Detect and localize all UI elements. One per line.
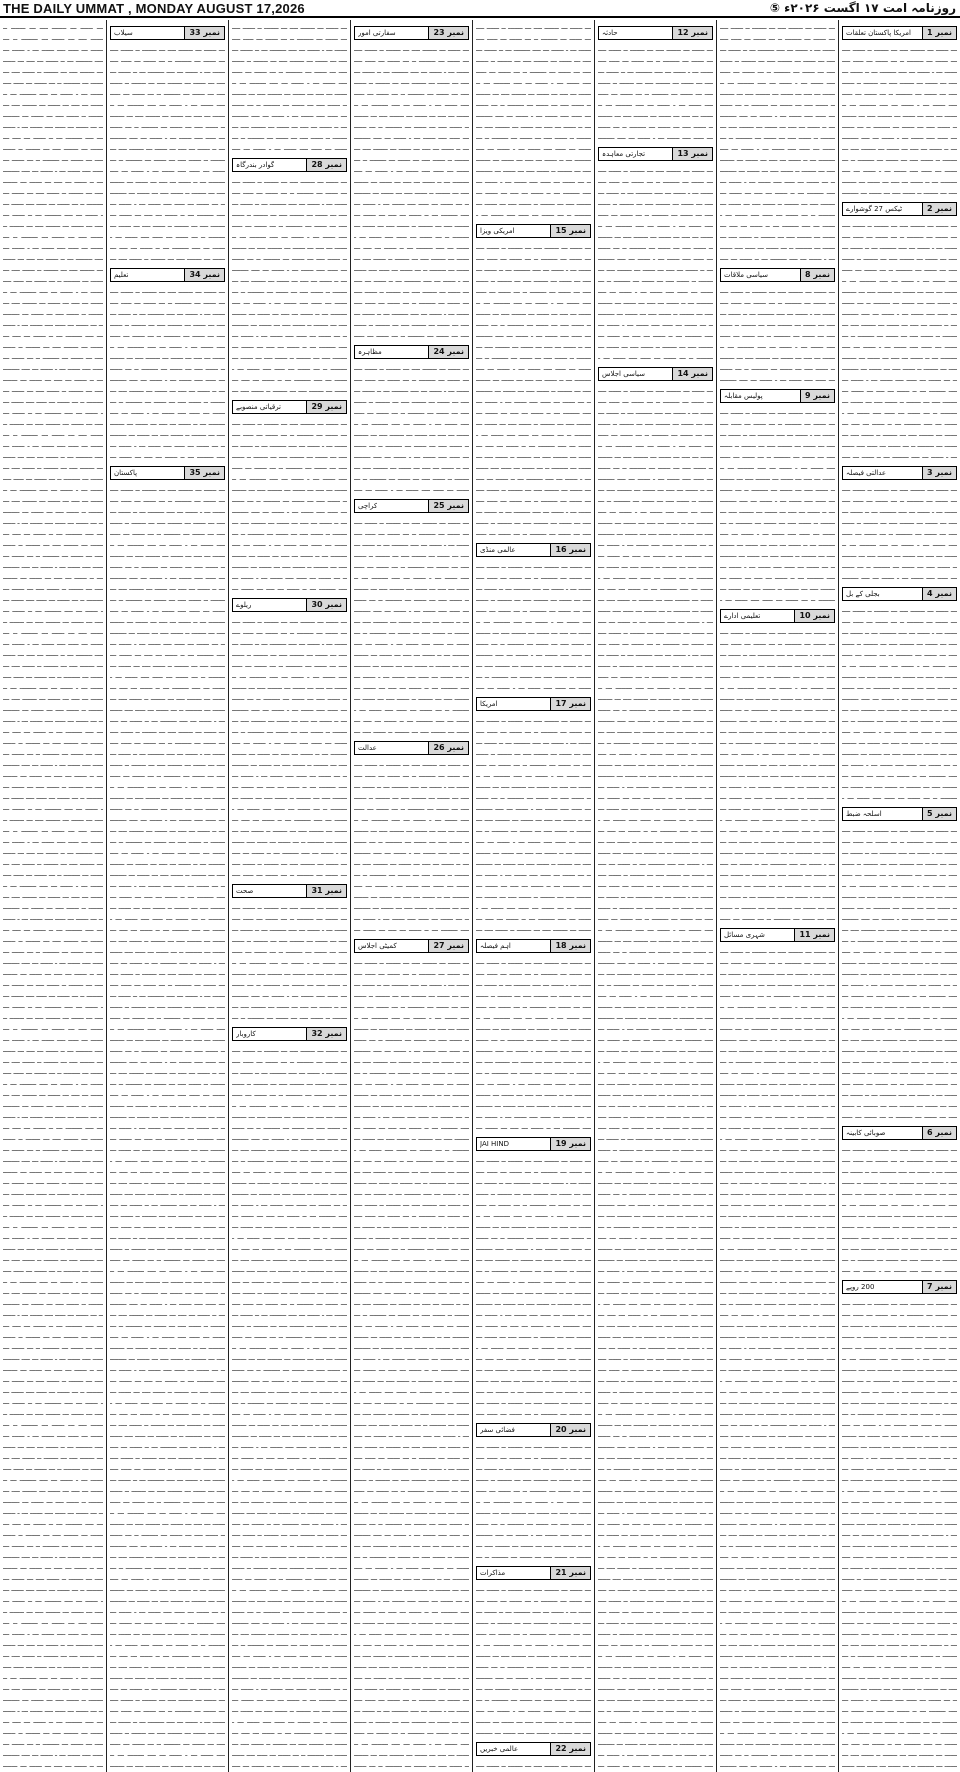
item-header xyxy=(476,1566,591,1580)
item-header xyxy=(354,741,469,755)
item-title: تعلیم xyxy=(114,271,129,279)
item-title: ریلوے xyxy=(236,601,252,609)
item-header xyxy=(232,1027,347,1041)
item-number: نمبر 9 xyxy=(800,390,834,402)
item-number: نمبر 28 xyxy=(306,159,346,171)
body-text-block: ـــ ــــــ ـــ ـــــــ ــــ ـــ ـــــــ ــ ــــــ ــــ ـــ ــــــ ـــ ــــــــ ــ ـــ ــــــ ـــ ـــــ ــــ ــــــ ـــ ـ ــــــ ـــ ــــ ــــــــ ـــ ــ ــــــ ـــ ــــ ـــ ــــــ ـــ ـــــــ ــــ ـــ ـــــــ ــ ــــــ ــــ ـــ ــــــ ـــ ــــــــ ــ ـــ ــــــ ـــ ـــــ ــــ ــــــ ـــ ـ ــــــ ـــ ــــ ــــــــ ـــ ــ ــــــ ـــ ــــ ـــ ــــــ ـــ ـــــــ ــــ ـــ ـــــــ ــ ــــــ ــــ ـــ ــــــ ـــ ــــــــ ــ ـــ ــــــ ـــ ـــــ ــــ ــــــ ـــ ـ ــــــ ـــ ــــ ــــــــ ـــ ــ ــــــ ـــ ــــ ـــ ــــــ ـــ ـــــــ ــــ ـــ ـــــــ ــ ــــــ ــــ ـــ ــــــ ـــ ــــــــ ــ ـــ ــــــ ـــ ـــــ ــــ ــــــ ـــ ـ ــــــ ـــ ــــ ــــــــ ـــ ــ ــــــ ـــ ــــ ـــ ــــــ ـــ ـــــــ ــــ ـــ ـــــــ ــ ــــــ ــــ ـــ ــــــ ـــ ــــــــ ــ ـــ ــــــ ـــ ـــــ ــــ ــــــ ـــ ـ ــــــ ـــ ــــ ــــــــ ـــ ــ ــــــ ـــ ــــ ـــ ــــــ ـــ ـــــــ ــــ ـــ ـــــــ ــ ــــــ ــــ ـــ ــــــ ـــ ــــــــ ــ ـــ ــــــ ـــ ـــــ ــــ ــــــ ـــ ـ ــــــ ـــ ــــ ــــــــ ـــ ــ ــــــ ـــ ــــ ـــ ــــــ ـــ ـــــــ ــــ ـــ ـــــــ ــ ــــــ ــــ ـــ xyxy=(110,45,225,262)
body-text-block: ـــ ــــــ ـــ ـــــــ ــــ ـــ ـــــــ ــ ــــــ ــــ ـــ ــــــ ـــ ــــــــ ــ ـــ ــــــ ـــ ـــــ ــــ ــــــ ـــ ـ ــــــ ـــ ــــ ــــــــ ـــ ــ ــــــ ـــ ــــ ـــ ــــــ ـــ ـــــــ ــــ ـــ ـــــــ ــ ــــــ ــــ ـــ ــــــ ـــ ــــــــ ــ ـــ ــــــ ـــ ـــــ ــــ ــــــ ـــ ـ ــــــ ـــ ــــ ــــــــ ـــ ــ ــــــ ـــ ــــ ـــ ــــــ ـــ ـــــــ ــــ ـــ ـــــــ ــ ــــــ ــــ ـــ ــــــ ـــ ــــــــ ــ ـــ ــــــ ـــ ـــــ ــــ ــــــ ـــ ـ ــــــ ـــ ــــ ــــــــ ـــ ــ ــــــ ـــ ــــ ـــ ــــــ ـــ ـــــــ ــــ ـــ ـــــــ ــ ــــــ ــــ ـــ ــــــ ـــ ــــــــ ــ ـــ ــــــ ـــ ـــــ ــــ ــــــ ـــ ـ ــــــ ـــ ــــ ــــــــ ـــ ــ ــــــ ـــ ــــ ـــ ــــــ ـــ ـــــــ ــــ ـــ ـــــــ ــ ــــــ ــــ ـــ ــــــ ـــ ــــــــ ــ ـــ ــــــ ـــ ـــــ ــــ ــــــ ـــ ـ ــــــ ـــ ــــ ــــــــ ـــ ــ ــــــ ـــ ــــ ـــ ــــــ ـــ ـــــــ ــــ ـــ ـــــــ ــ ــــــ ــــ ـــ ــــــ ـــ ــــــــ ــ ـــ ــــــ ـــ ـــــ ــــ ــــــ ـــ ـ ــــــ ـــ ــــ ــــــــ ـــ ــ ــــــ ـــ ــــ ـــ ــــــ ـــ ـــــــ ــــ ـــ ـــــــ ــ ــــــ ــــ ـــ ــــــ ـــ ــــــــ ــ ـــ ــــــ ـــ ـــــ ــــ ــــــ ـــ ـ ــــــ ـــ ــــ ــــــــ ـــ ــ ــــــ ـــ ــــ ـــ ــــــ ـــ ـــــــ ــــ ـــ ـــــــ ــ ــــــ ــــ ـــ ــــــ ـــ ــــــــ ــ ـــ ــــــ ـــ ـــــ ــــ ــــــ ـــ ـ ــــــ ـــ ــــ ــــــــ ـــ ــ ــــــ ـــ ــــ ـــ ــــــ ـــ ـــــــ ــــ ـــ ـــــــ ــ ــــــ ــــ ـــ ــــــ ـــ ــــــــ ــ ـــ ــــــ ـــ ـــــ xyxy=(842,826,957,1120)
body-text-block: ـــ ــــــ ـــ ـــــــ ــــ ـــ ـــــــ ــ ــــــ ــــ ـــ ــــــ ـــ ــــــــ ــ ـــ ــــــ ـــ ـــــ ــــ ــــــ ـــ ـ ــــــ ـــ ــــ ــــــــ ـــ ــ ــــــ ـــ ــــ ـــ ــــــ ـــ ـــــــ ــــ ـــ ـــــــ ــ ــــــ ــــ ـــ ــــــ ـــ ــــــــ ــ ـــ ــــــ ـــ ـــــ ــــ ــــــ ـــ ـ ــــــ ـــ ــــ ــــــــ ـــ ــ ــــــ ـــ ــــ ـــ ــــــ ـــ ـــــــ ــــ ـــ ـــــــ ــ ــــــ ــــ ـــ ــــــ ـــ ــــــــ ــ ـــ ــــــ ـــ ـــــ ــــ ــــــ ـــ ـ ــــــ ـــ ــــ ــــــــ xyxy=(720,287,835,383)
item-title: شہری مسائل xyxy=(724,931,765,939)
item-title: کاروبار xyxy=(236,1030,256,1038)
item-title: سیاسی ملاقات xyxy=(724,271,769,279)
item-header xyxy=(232,884,347,898)
masthead xyxy=(0,0,960,18)
item-header xyxy=(842,807,957,821)
body-text-block: ـــ ــــــ ـــ ـــــــ ــــ ـــ ـــــــ ــ ــــــ ــــ ـــ ــــــ ـــ ــــــــ ــ ـــ ــــــ ـــ ـــــ ــــ ــــــ ـــ ـ ــــــ ـــ ــــ ــــــــ ـــ ــ ــــــ ـــ ــــ ـــ ــــــ ـــ ـــــــ ــــ ـــ ـــــــ ــ ــــــ ــــ ـــ ــــــ ـــ ــــــــ ــ ـــ ــــــ ـــ ـــــ ــــ ــــــ ـــ ـ ــــــ ـــ ــــ ــــــــ ـــ ــ ــــــ ـــ ــــ ـــ ــــــ ـــ ـــــــ ــــ ـــ ـــــــ ــ ــــــ ــــ ـــ ــــــ ـــ ــــــــ ــ ـــ ــــــ ـــ ـــــ ــــ ــــــ ـــ ـ ــــــ ـــ ــــ ــــــــ ـــ ــ ــــــ ـــ ــــ ـــ ــــــ ـــ ـــــــ ــــ ـــ ـــــــ ــ ــــــ ــــ ـــ ــــــ ـــ ــــــــ ــ ـــ ــــــ ـــ ـــــ ــــ ــــــ ـــ ـ ــــــ ـــ ــــ ــــــــ ـــ ــ ــــــ ـــ ــــ ـــ ــــــ ـــ ـــــــ ــــ ـــ ـــــــ ــ ــــــ ــــ ـــ ــــــ ـــ ــــــــ ــ ـــ ــــــ ـــ ـــــ ــــ ــــــ ـــ ـ ــــــ ـــ ــــ ــــــــ ـــ ــ ــــــ ـــ ــــ ـــ ــــــ ـــ ـــــــ ــــ ـــ ـــــــ ــ ــــــ ــــ ـــ ــــــ ـــ ــــــــ ــ ـــ ــــــ ـــ ـــــ ــــ ــــــ ـــ ـ xyxy=(476,23,591,218)
body-text-block: ـــ ــــــ ـــ ـــــــ ــــ ـــ ـــــــ ــ ــــــ ــــ ـــ ــــــ ـــ ــــــــ ــ ـــ ــــــ ـــ ـــــ ــــ ــــــ ـــ ـ ــــــ ـــ ــــ ــــــــ ـــ ــ ــــــ ـــ ــــ ـــ ــــــ ـــ ـــــــ ــــ ـــ ـــــــ ــ ــــــ ــــ ـــ ــــــ ـــ ــــــــ ــ ـــ ــــــ ـــ ـــــ ــــ ــــــ ـــ ـ ــــــ ـــ ــــ ــــــــ ـــ ــ ــــــ ـــ ــــ ـــ ــــــ ـــ ـــــــ ــــ ـــ ـــــــ ــ ــــــ ــــ ـــ ــــــ ـــ ــــــــ ــ ـــ ــــــ ـــ ـــــ ــــ ــــــ ـــ ـ ــــــ ـــ ــــ ــــــــ ـــ ــ ــــــ ـــ ــــ ـــ ــــــ ـــ ـــــــ ــــ ـــ ـــــــ ــ ــــــ ــــ ـــ ــــــ ـــ ــــــــ ــ ـــ ــــــ ـــ ـــــ ــــ ــــــ ـــ ـ ــــــ ـــ ــــ ــــــــ ـــ ــ ــــــ ـــ ــــ ـــ ــــــ ـــ ـــــــ ــــ ـــ ـــــــ ــ ــــــ ــــ ـــ ــــــ ـــ ــــــــ ــ ـــ ــــــ ـــ ـــــ ــــ ــــــ ـــ ـ ــــــ ـــ ــــ ــــــــ ـــ ــ ــــــ ـــ ــــ ـــ ــــــ ـــ ـــــــ ــــ ـــ ـــــــ ــ ــــــ ــــ ـــ ــــــ ـــ ــــــــ ــ ـــ ــــــ ـــ ـــــ ــــ ــــــ ـــ ـ ــــــ ـــ ــــ ــــــــ ـــ ــ ــــــ ـــ ــــ ـــ ــــــ ـــ ـــــــ ــــ ـــ ـــــــ ــ ــــــ ــــ ـــ ــــــ ـــ ــــــــ ــ ـــ ــــــ ـــ ـــــ ــــ ــــــ ـــ ـ ــــــ ـــ ــــ ــــــــ ـــ ــ ــــــ ـــ ــــ ـــ ــــــ ـــ ـــــــ ــــ ـــ ـــــــ ــ ــــــ ــــ ـــ ــــــ ـــ ــــــــ ــ ـــ ــــــ ـــ ـــــ ــــ ــــــ ـــ ـ ــــــ ـــ ــــ ــــــــ ـــ ــ ــــــ ـــ ــــ ـــ ــــــ ـــ ـــــــ ــــ ـــ ـــــــ ــ ــــــ ــــ ـــ ــــــ ـــ ــــــــ ــ ـــ ــــــ ـــ ـــــ ــــ ــــــ ـــ ـ ــــــ ـــ ــــ ــــــــ ـــ ــ ــــــ ـــ ــــ ـــ ــــــ ـــ ـــــــ ــــ ـــ ـــــــ ــ ــــــ ــــ ـــ ــــــ ـــ ــــــــ ــ ـــ ــــــ ـــ ـــــ ــــ ــــــ ـــ ـ ــــــ ـــ ــــ ــــــــ ـــ ــ ــــــ ـــ ــــ ـــ ــــــ ـــ ـــــــ ــــ ـــ ـــــــ ــ ــــــ ــــ ـــ ــــــ ـــ ــــــــ ــ ـــ ــــــ ـــ ـــــ ــــ ــــــ ـــ ـ ــــــ ـــ ــــ ــــــــ ـــ ــ ــــــ ـــ ــــ ـــ ــــــ ـــ ـــــــ ــــ ـــ ـــــــ ــ ــــــ ــــ ـــ ــــــ ـــ ــــــــ ــ ـــ ــــــ ـــ ـــــ ــــ ــــــ ـــ ـ ــــــ ـــ ــــ ــــــــ ـــ ــ ــــــ ـــ ــــ ـــ ــــــ ـــ ـــــــ ــــ ـــ ـــــــ ــ ــــــ ــــ ـــ ــــــ ـــ ــــــــ ــ ـــ ــــــ ـــ ـــــ ــــ ــــــ ـــ ـ ــــــ ـــ ــــ ــــــــ ـــ ــ ــــــ ـــ ــــ ـــ ــــــ ـــ ـــــــ ــــ ـــ ـــــــ ــ ــــــ ــــ ـــ ــــــ ـــ ــــــــ ــ ـــ ــــــ ـــ ـــــ ــــ ــــــ ـــ ـ ــــــ ـــ ــــ ــــــــ ـــ ــ ــــــ ـــ ــــ ـــ ــــــ ـــ ـــــــ ــــ ـــ ـــــــ ــ ــــــ ــــ ـــ ــــــ ـــ ــــــــ ــ ـــ ــــــ ـــ ـــــ ــــ ــــــ ـــ ـ ــــــ ـــ ــــ ــــــــ ـــ ــ ــــــ ـــ ــــ ـــ ــــــ ـــ ـــــــ ــــ ـــ ـــــــ ــ ــــــ ــــ ـــ ــــــ ـــ ــــــــ ــ ـــ ــــــ ـــ ـــــ ــــ ــــــ ـــ ـ ــــــ ـــ ــــ ــــــــ ـــ ــ ــــــ ـــ ــــ ـــ ــــــ ـــ ـــــــ ــــ ـــ ـــــــ ــ ــــــ ــــ ـــ ــــــ ـــ ــــــــ ــ ـــ ــــــ ـــ ـــــ ــــ ــــــ ـــ ـ ــــــ ـــ ــــ ــــــــ ـــ ــ ــــــ ـــ ــــ ـــ ــــــ ـــ ـــــــ ــــ ـــ ـــــــ ــ ــــــ ــــ ـــ ــــــ ـــ ــــــــ ــ ـــ ــــــ ـــ ـــــ ــــ ــــــ ـــ ـ ــــــ ـــ ــــ ــــــــ ـــ ــ ــــــ ـــ ــــ ـــ ــــــ ـــ ـــــــ ــــ ـــ ـــــــ ــ ــــــ ــــ ـــ ــــــ ـــ ــــــــ ــ ـــ ــــــ ـــ ـــــ ــــ ــــــ ـــ ـ ــــــ ـــ ــــ ــــــــ ـــ ــ ــــــ ـــ ــــ ـــ ــــــ ـــ ـــــــ ــــ ـــ ـــــــ ــ ــــــ ــــ ـــ ــــــ ـــ ــــــــ ــ ـــ ــــــ ـــ ـــــ ــــ ــــــ ـــ ـ ــــــ ـــ ــــ ــــــــ ـــ ــ ــــــ ـــ ــــ ـــ ــــــ ـــ ـــــــ ــــ ـــ ـــــــ ــ ــــــ ــــ ـــ ــــــ ـــ ــــــــ ــ ـــ ــــــ ـــ ـــــ ــــ ــــــ ـــ ـ ــــــ ـــ ــــ ــــــــ ـــ ــ ــــــ ـــ ــــ xyxy=(232,1046,347,1769)
item-number: نمبر 5 xyxy=(922,808,956,820)
body-text-block: ـــ ــــــ ـــ ـــــــ ــــ ـــ ـــــــ ــ ــــــ ــــ ـــ ــــــ ـــ ــــــــ ــ ـــ ــــــ ـــ ـــــ ــــ ــــــ ـــ ـ ــــــ ـــ ــــ ــــــــ ـــ ــ ــــــ ـــ ــــ ـــ ــــــ ـــ ـــــــ ــــ ـــ ـــــــ ــ ــــــ ــــ ـــ ــــــ ـــ ــــــــ ــ ـــ ــــــ ـــ ـــــ ــــ ــــــ ـــ ـ ــــــ ـــ ــــ ــــــــ ـــ ــ ــــــ ـــ ــــ ـــ ــــــ ـــ ـــــــ ــــ ـــ ـــــــ ــ ــــــ ــــ ـــ ــــــ ـــ ــــــــ ــ ـــ ــــــ ـــ ـــــ ــــ ــــــ ـــ ـ ــــــ ـــ ــــ ــــــــ ـــ ــ ــــــ ـــ ــــ ـــ ــــــ ـــ ـــــــ ــــ ـــ ـــــــ ــ ــــــ ــــ ـــ ــــــ ـــ ــــــــ ــ ـــ ــــــ ـــ ـــــ ــــ ــــــ ـــ ـ ــــــ ـــ ــــ ــــــــ ـــ ــ ــــــ ـــ ــــ ـــ ــــــ ـــ ـــــــ ــــ ـــ ـــــــ ــ ــــــ ــــ ـــ ــــــ ـــ ــــــــ ــ ـــ ــــــ ـــ ـــــ ــــ ــــــ ـــ ـ ــــــ ـــ ــــ ــــــــ ـــ ــ ــــــ ـــ ــــ ـــ ــــــ ـــ ـــــــ ــــ ـــ ـــــــ ــ ــــــ ــــ ـــ ــــــ ـــ ــــــــ ــ ـــ ــــــ ـــ ـــــ ــــ ــــــ ـــ ـ ــــــ ـــ ــــ ــــــــ ـــ ــ ــــــ ـــ ــــ ـــ ــــــ ـــ ـــــــ ــــ ـــ ـــــــ ــ ــــــ ــــ ـــ ــــــ ـــ ــــــــ ــ ـــ ــــــ ـــ ـــــ ــــ ــــــ ـــ ـ ــــــ ـــ ــــ ــــــــ ـــ ــ ــــــ ـــ ــــ xyxy=(842,221,957,460)
item-number: نمبر 22 xyxy=(550,1743,590,1755)
item-header xyxy=(598,147,713,161)
item-title: عدالتی فیصلہ xyxy=(846,469,887,477)
item-header xyxy=(842,1126,957,1140)
body-text-block: ـــ ــــــ ـــ ـــــــ ــــ ـــ ـــــــ ــ ــــــ ــــ ـــ ــــــ ـــ ــــــــ ــ ـــ ــــــ ـــ ـــــ ــــ ــــــ ـــ ـ ــــــ ـــ ــــ ــــــــ ـــ ــ ــــــ ـــ ــــ ـــ ــــــ ـــ ـــــــ ــــ ـــ ـــــــ ــ ــــــ ــــ ـــ ــــــ ـــ ــــــــ ــ ـــ ــــــ ـــ ـــــ ــــ ــــــ ـــ ـ ــــــ ـــ ــــ ــــــــ ـــ ــ ــــــ ـــ ــــ ـــ ــــــ ـــ ـــــــ ــــ ـــ ـــــــ ــ ــــــ ــــ ـــ ــــــ ـــ ــــــــ ــ ـــ ــــــ ـــ ـــــ ــــ ــــــ ـــ ـ ــــــ ـــ ــــ ــــــــ ـــ ــ ــــــ ـــ ــــ ـــ ــــــ ـــ ـــــــ ــــ ـــ ـــــــ ــ ــــــ ــــ ـــ ــــــ ـــ ــــــــ ــ ـــ ــــــ ـــ ـــــ ــــ ــــــ ـــ ـ ــــــ ـــ ــــ ــــــــ ـــ ــ ــــــ ـــ ــــ ـــ ــــــ ـــ ـــــــ ــــ ـــ ـــــــ ــ ــــــ ــــ ـــ ــــــ ـــ ــــــــ ــ ـــ ــــــ ـــ ـــــ ــــ ــــــ ـــ ـ ــــــ ـــ ــــ ــــــــ ـــ ــ ــــــ ـــ ــــ ـــ ــــــ ـــ xyxy=(354,760,469,933)
body-text-block: ـــ ــــــ ـــ ـــــــ ــــ ـــ ـــــــ ــ ــــــ ــــ ـــ ــــــ ـــ ــــــــ ــ ـــ ــــــ ـــ ـــــ ــــ ــــــ ـــ ـ ــــــ ـــ ــــ ــــــــ ـــ ــ ــــــ ـــ ــــ ـــ ــــــ ـــ ـــــــ ــــ ـــ ـــــــ ــ ــــــ ــــ ـــ ــــــ ـــ ــــــــ ــ ـــ ــــــ ـــ ـــــ ــــ ــــــ ـــ ـ ــــــ ـــ ــــ ــــــــ ـــ ــ ــــــ ـــ ــــ ـــ ــــــ ـــ ـــــــ ــــ ـــ ـــــــ ــ ــــــ ــــ ـــ ــــــ ـــ ــــــــ ــ ـــ ــــــ ـــ ـــــ ــــ ــــــ ـــ ـ ــــــ ـــ ــــ ــــــــ ـــ ــ ــــــ ـــ ــــ ـــ ــــــ ـــ ـــــــ ــــ ـــ ـــــــ ــ ــــــ ــــ ـــ ــــــ ـــ ــــــــ ــ ـــ ــــــ ـــ ـــــ ــــ ــــــ ـــ ـ ــــــ ـــ ــــ ــــــــ ـــ ــ ــــــ ـــ ــــ ـــ ــــــ ـــ ـــــــ ــــ ـــ ـــــــ ــ ــــــ ــــ ـــ ــــــ ـــ ــــــــ ــ ـــ ــــــ ـــ ـــــ ــــ ــــــ ـــ ـ ــــــ ـــ ــــ ــــــــ ـــ ــ ــــــ ـــ ــــ ـــ ــــــ ـــ ـــــــ ــــ ـــ ـــــــ ــ ــــــ ــــ ـــ ــــــ ـــ ــــــــ ــ ـــ ــــــ ـــ ـــــ ــــ ــــــ ـــ ـ ــــــ ـــ ــــ ــــــــ ـــ ــ ــــــ ـــ ــــ ـــ ــــــ ـــ ـــــــ ــــ ـــ ـــــــ ــ ــــــ ــــ ـــ ــــــ ـــ ــــــــ ــ ـــ ــــــ ـــ ـــــ ــــ ــــــ ـــ ـ ــــــ ـــ ــــ ــــــــ ـــ ــ ــــــ ـــ ــــ ـــ ــــــ ـــ ـــــــ ــــ ـــ ـــــــ ــ ــــــ ــــ ـــ ــــــ ـــ ــــــــ ــ ـــ ــــــ ـــ ـــــ ــــ ــــــ ـــ ـ ــــــ ـــ ــــ ــــــــ ـــ ــ ــــــ ـــ ــــ ـــ ــــــ ـــ ـــــــ ــــ ـــ ـــــــ ــ ــــــ ــــ ـــ ــــــ ـــ ــــــــ ــ ـــ ــــــ ـــ ـــــ ــــ ــــــ ـــ ـ ــــــ ـــ ــــ ــــــــ ـــ ــ ــــــ ـــ ــــ ـــ ــــــ ـــ ـــــــ ــــ ـــ ـــــــ ــ ــــــ ــــ ـــ ــــــ ـــ ــــــــ ــ ـــ ــــــ ـــ ـــــ ــــ ــــــ ـــ ـ ــــــ ـــ ــــ ــــــــ ـــ ــ ــــــ ـــ ــــ ـــ ــــــ ـــ ـــــــ ــــ ـــ ـــــــ ــ ــــــ ــــ ـــ ــــــ ـــ ــــــــ ــ ـــ ــــــ ـــ ـــــ ــــ ــــــ ـــ ـ ــــــ ـــ ــــ ــــــــ ـــ ــ ــــــ ـــ ــــ ـــ ــــــ ـــ ـــــــ ــــ ـــ ـــــــ ــ ــــــ ــــ ـــ ــــــ ـــ ــــــــ ــ ـــ ــــــ ـــ ـــــ ــــ ــــــ ـــ ـ ــــــ ـــ ــــ ــــــــ ـــ ــ ــــــ ـــ ــــ ـــ ــــــ ـــ ـــــــ ــــ ـــ ـــــــ ــ ــــــ ــــ ـــ ــــــ ـــ ــــــــ ــ ـــ ــــــ ـــ ـــــ ــــ ــــــ ـــ ـ ــــــ ـــ ــــ ــــــــ ـــ ــ ــــــ ـــ ــــ ـــ ــــــ ـــ ـــــــ ــــ ـــ ـــــــ ــ ــــــ ــــ ـــ ــــــ ـــ ــــــــ ــ ـــ ــــــ ـــ ـــــ ــــ ــــــ ـــ ـ ــــــ ـــ ــــ ــــــــ ـــ ــ ــــــ ـــ ــــ ـــ ــــــ ـــ ـــــــ ــــ ـــ ـــــــ ــ ــــــ ــــ ـــ ــــــ ـــ ــــــــ ــ ـــ ــــــ ـــ ـــــ ــــ ــــــ ـــ ـ ــــــ ـــ ــــ ــــــــ ـــ ــ ــــــ ـــ ــــ ـــ ــــــ ـــ ـــــــ ــــ ـــ ـــــــ ــ ــــــ ــــ ـــ ــــــ ـــ ــــــــ ــ ـــ ــــــ ـــ ـــــ ــــ ــــــ ـــ ـ ــــــ ـــ ــــ ــــــــ ـــ ــ ــــــ ـــ ــــ ـــ ــــــ ـــ ـــــــ ــــ ـــ ـــــــ ــ ــــــ ــــ ـــ ــــــ ـــ ــــــــ ــ ـــ ــــــ ـــ ـــــ ــــ ــــــ ـــ ـ ــــــ ـــ ــــ ــــــــ ـــ ــ ــــــ ـــ ــــ ـــ ــــــ ـــ ـــــــ ــــ ـــ ـــــــ ــ ــــــ ــــ ـــ ــــــ ـــ ــــــــ ــ ـــ ــــــ ـــ ـــــ ــــ ــــــ ـــ ـ ــــــ ـــ ــــ ــــــــ ـــ ــ ــــــ ـــ ــــ ـــ ــــــ ـــ ـــــــ ــــ ـــ ـــــــ ــ ــــــ ــــ ـــ ــــــ ـــ ــــــــ ــ ـــ ــــــ ـــ ـــــ ــــ ــــــ ـــ ـ ــــــ ـــ ــــ ــــــــ ـــ ــ ــــــ ـــ ــــ ـــ ــــــ ـــ ـــــــ ــــ ـــ ـــــــ ــ ــــــ ــــ ـــ ــــــ ـــ ــــــــ ــ ـــ ــــــ ـــ ـــــ ــــ ــــــ ـــ ـ ــــــ ـــ ــــ ــــــــ ـــ ــ ــــــ ـــ ــــ ـــ ــــــ ـــ ـــــــ ــــ ـــ ـــــــ ــ ــــــ ــــ ـــ ــــــ ـــ ــــــــ ــ ـــ ــــــ ـــ ـــــ ــــ ــــــ ـــ ـ ــــــ ـــ ــــ ــــــــ ـــ ــ ــــــ ـــ ــــ ـــ ــــــ ـــ ـــــــ ــــ ـــ ـــــــ ــ ــــــ ــــ ـــ ــــــ ـــ ــــــــ ــ ـــ ــــــ ـــ ـــــ ــــ ــــــ ـــ ـ ــــــ ـــ ــــ ــــــــ ـــ ــ ــــــ ـــ ــــ ـــ ــــــ ـــ ـــــــ ــــ ـــ ـــــــ ــ ــــــ ــــ ـــ ــــــ ـــ ــــــــ ــ ـــ ــــــ ـــ ـــــ ــــ ــــــ ـــ ـ ــــــ ـــ ــــ ــــــــ ـــ ــ ــــــ ـــ ــــ ـــ ــــــ ـــ ـــــــ ــــ ـــ ـــــــ ــ ــــــ ــــ ـــ ــــــ ـــ ــــــــ ــ ـــ ــــــ ـــ ـــــ ــــ ــــــ ـــ ـ ــــــ ـــ ــــ ــــــــ ـــ ــ ــــــ ـــ ــــ ـــ ــــــ ـــ ـــــــ ــــ ـــ ـــــــ ــ ــــــ ــــ ـــ ــــــ ـــ ــــــــ ــ ـــ ــــــ ـــ ـــــ ــــ ــــــ ـــ ـ ــــــ ـــ ــــ ــــــــ ـــ ــ ــــــ ـــ ــــ ـــ ــــــ ـــ ـــــــ ــــ ـــ ـــــــ ــ ــــــ ــــ ـــ ــــــ ـــ ــــــــ ــ ـــ ــــــ ـــ ـــــ ــــ ــــــ ـــ ـ ــــــ ـــ ــــ ــــــــ ـــ ــ ــــــ ـــ ــــ ـــ ــــــ ـــ ـــــــ ــــ ـــ ـــــــ ــ ــــــ ــــ ـــ ــــــ ـــ ــــــــ ــ ـــ ــــــ ـــ ـــــ ــــ ــــــ ـــ ـ ــــــ ـــ ــــ ــــــــ ـــ ــ ــــــ ـــ ــــ ـــ ــــــ ـــ ـــــــ ــــ ـــ ـــــــ ــ ــــــ ــــ ـــ ــــــ ـــ ــــــــ ــ ـــ ــــــ ـــ ـــــ ــــ ــــــ ـــ ـ ــــــ ـــ ــــ ــــــــ ـــ ــ ــــــ ـــ ــــ ـــ ــــــ ـــ ـــــــ ــــ ـــ ـــــــ ــ ــــــ ــــ ـــ ــــــ ـــ ــــــــ ــ ـــ ــــــ ـــ ـــــ ــــ ــــــ ـــ ـ ــــــ ـــ ــــ ــــــــ ـــ ــ ــــــ ـــ ــــ ـــ ــــــ ـــ ـــــــ ــــ ـــ ـــــــ ــ ــــــ ــــ ـــ ــــــ ـــ ــــــــ ــ ـــ ــــــ ـــ ـــــ ــــ ــــــ ـــ ـ ــــــ ـــ ــــ ــــــــ ـــ ــ ــــــ ـــ ــــ ـــ ــــــ ـــ ـــــــ ــــ ـــ ـــــــ ــ ــــــ ــــ ـــ ــــــ ـــ ــــــــ ــ ـــ ــــــ ـــ ـــــ ــــ ــــــ ـــ ـ ــــــ ـــ ــــ ــــــــ ـــ ــ ــــــ ـــ ــــ ـــ ــــــ ـــ ـــــــ ــــ ـــ ـــــــ ــ ــــــ ــــ ـــ ــــــ ـــ ــــــــ ــ ـــ ــــــ ـــ ـــــ ــــ ــــــ ـــ ـ ــــــ ـــ ــــ ــــــــ ـــ ــ ــــــ ـــ ــــ ـــ ــــــ ـــ ـــــــ ــــ ـــ ـــــــ ــ ــــــ ــــ ـــ ــــــ ـــ ــــــــ ــ ـــ ــــــ ـــ ـــــ ــــ ــــــ ـــ ـ ــــــ ـــ ــــ ــــــــ ـــ ــ ــــــ ـــ ــــ ـــ ــــــ ـــ ـــــــ ــــ ـــ ـــــــ ــ ــــــ ــــ ـــ ــــــ ـــ ــــــــ ــ ـــ ــــــ ـــ ـــــ ــــ ــــــ ـــ ـ ــــــ ـــ ــــ ــــــــ ـــ ــ ــــــ ـــ ــــ ـــ ــــــ ـــ ـــــــ ــــ ـــ ـــــــ ــ ــــــ ــــ ـــ ــــــ ـــ ــــــــ ــ ـــ ــــــ ـــ ـــــ ــــ ــــــ ـــ ـ ــــــ ـــ ــــ ــــــــ ـــ ــ ــــــ ـــ ــــ ـــ ــــــ ـــ ـــــــ ــــ ـــ ـــــــ ــ ــــــ ــــ ـــ ــــــ ـــ ــــــــ ــ ـــ ــــــ ـــ ـــــ ــــ ــــــ ـــ ـ ــــــ ـــ ــــ ــــــــ ـــ ــ ــــــ ـــ ــــ ـــ ــــــ ـــ ـــــــ ــــ ـــ ـــــــ ــ ــــــ ــــ ـــ ــــــ ـــ ــــــــ ــ ـــ ــــــ ـــ ـــــ ــــ ــــــ ـــ ـ ــــــ ـــ ــــ ــــــــ ـــ ــ ــــــ ـــ ــــ ـــ ــــــ ـــ ـــــــ ــــ ـــ ـــــــ xyxy=(110,485,225,1769)
body-text-block: ـــ ــــــ ـــ ـــــــ ــــ ـــ ـــــــ ــ ــــــ ــــ ـــ ــــــ ـــ ــــــــ ــ ـــ ــــــ ـــ ـــــ ــــ ــــــ ـــ ـ ــــــ ـــ ــــ ــــــــ ـــ ــ ــــــ ـــ ــــ ـــ ــــــ ـــ ـــــــ ــــ ـــ ـــــــ ــ ــــــ ــــ ـــ ــــــ ـــ ــــــــ ــ ـــ ــــــ ـــ ـــــ ــــ ــــــ ـــ ـ ــــــ ـــ ــــ ــــــــ ـــ ــ ــــــ ـــ ــــ ـــ ــــــ ـــ ـــــــ ــــ ـــ ـــــــ ــ ــــــ ــــ ـــ ــــــ ـــ ــــــــ ــ ـــ ــــــ ـــ ـــــ ــــ ــــــ ـــ ـ ــــــ ـــ ــــ ــــــــ ـــ ــ ــــــ ـــ ــــ ـــ ــــــ ـــ ـــــــ ــــ ـــ ـــــــ ــ ــــــ ــــ ـــ ــــــ ـــ ــــــــ ــ ـــ ــــــ ـــ ـــــ ــــ ــــــ ـــ ـ ــــــ ـــ ــــ ــــــــ ـــ ــ ــــــ ـــ ــــ ـــ ــــــ ـــ ـــــــ ــــ ـــ ـــــــ ــ ــــــ ــــ ـــ ــــــ ـــ ــــــــ ــ ـــ ــــــ ـــ ـــــ ــــ ــــــ ـــ ـ ــــــ ـــ ــــ ــــــــ ـــ ــ ــــــ ـــ ــــ ـــ ــــــ ـــ ـــــــ ــــ ـــ ـــــــ ــ ــــــ ــــ ـــ ــــــ ـــ ــــــــ ــ ـــ ــــــ ـــ ـــــ ــــ ــــــ ـــ ـ ــــــ ـــ ــــ ــــــــ ـــ ــ ــــــ ـــ ــــ ـــ ــــــ ـــ ـــــــ ــــ ـــ ـــــــ ــ ــــــ ــــ ـــ ــــــ ـــ ــــــــ ــ ـــ ــــــ ـــ ـــــ ــــ ــــــ ـــ ـ ــــــ ـــ ــــ ــــــــ ـــ ــ ــــــ ـــ ــــ ـــ ــــــ ـــ ـــــــ ــــ ـــ ـــــــ ــ ــــــ ــــ ـــ ــــــ ـــ ــــــــ ــ ـــ ــــــ ـــ ـــــ ــــ ــــــ ـــ ـ ــــــ ـــ ــــ ــــــــ ـــ ــ ــــــ ـــ ــــ ـــ ــــــ ـــ ـــــــ ــــ ـــ ـــــــ ــ ــــــ ــــ ـــ ــــــ ـــ ــــــــ ــ ـــ ــــــ ـــ ـــــ ــــ ــــــ ـــ ـ ــــــ ـــ ــــ ــــــــ ـــ ــ ــــــ ـــ ــــ ـــ ــــــ ـــ ـــــــ ــــ ـــ ـــــــ ــ ــــــ ــــ ـــ ــــــ ـــ ــــــــ ــ ـــ ــــــ ـــ ـــــ ــــ ــــــ ـــ ـ ــــــ ـــ ــــ ــــــــ ـــ ــ ــــــ ـــ ــــ ـــ ــــــ ـــ ـــــــ ــــ ـــ ـــــــ ــ ــــــ ــــ ـــ ــــــ ـــ ــــــــ ــ ـــ ــــــ ـــ ـــــ ــــ ــــــ ـــ ـ ــــــ ـــ ــــ ــــــــ ـــ ــ ــــــ ـــ ــــ ـــ ــــــ ـــ ـــــــ ــــ ـــ ـــــــ ــ ــــــ ــــ ـــ ــــــ ـــ ــــــــ ــ ـــ ــــــ ـــ ـــــ ــــ ــــــ ـــ ـ ــــــ ـــ ــــ ــــــــ ـــ ــ ــــــ ـــ ــــ ـــ ــــــ ـــ ـــــــ ــــ ـــ ـــــــ ــ ــــــ ــــ ـــ ــــــ ـــ ــــــــ ــ ـــ ــــــ ـــ ـــــ ــــ ــــــ ـــ ـ ــــــ ـــ ــــ ــــــــ ـــ ــ ــــــ ـــ ــــ ـــ ــــــ ـــ ـــــــ ــــ ـــ ـــــــ ــ ــــــ ــــ ـــ ــــــ ـــ ــــــــ ــ ـــ ــــــ ـــ ـــــ ــــ ــــــ ـــ ـ ــــــ ـــ ــــ ــــــــ ـــ ــ ــــــ ـــ ــــ ـــ ــــــ ـــ ـــــــ ــــ ـــ ـــــــ ــ ــــــ ــــ ـــ ــــــ ـــ ــــــــ ــ ـــ ــــــ ـــ ـــــ ــــ ــــــ ـــ ـ ــــــ ـــ ــــ ــــــــ ـــ ــ ــــــ ـــ ــــ ـــ ــــــ ـــ ـــــــ ــــ ـــ ـــــــ ــ ــــــ ــــ ـــ ــــــ ـــ ــــــــ ــ ـــ ــــــ ـــ ـــــ ــــ ــــــ ـــ ـ ــــــ ـــ ــــ ــــــــ ـــ ــ ــــــ ـــ ــــ ـــ ــــــ ـــ ـــــــ ــــ ـــ ـــــــ ــ ــــــ ــــ ـــ ــــــ ـــ ــــــــ ــ ـــ ــــــ ـــ ـــــ ــــ ــــــ ـــ ـ ــــــ ـــ ــــ ــــــــ ـــ ــ ــــــ ـــ ــــ ـــ ــــــ ـــ ـــــــ ــــ ـــ ـــــــ ــ ــــــ ــــ ـــ ــــــ ـــ ــــــــ ــ ـــ ــــــ ـــ ـــــ ــــ ــــــ ـــ ـ ــــــ ـــ ــــ ــــــــ ـــ ــ ــــــ ـــ ــــ ـــ ــــــ ـــ ـــــــ ــــ ـــ ـــــــ ــ ــــــ ــــ ـــ ــــــ ـــ ــــــــ ــ ـــ ــــــ ـــ ـــــ ــــ ــــــ ـــ ـ ــــــ ـــ ــــ ــــــــ ـــ ــ ــــــ ـــ ــــ ـــ ــــــ ـــ ـــــــ ــــ ـــ ـــــــ ــ ــــــ ــــ ـــ ــــــ ـــ ــــــــ ــ ـــ ــــــ ـــ ـــــ ــــ ــــــ ـــ ـ ــــــ ـــ ــــ ــــــــ ـــ ــ ــــــ ـــ ــــ ـــ ــــــ ـــ ـــــــ ــــ ـــ ـــــــ ــ ــــــ ــــ ـــ ــــــ ـــ ــــــــ ــ ـــ ــــــ ـــ ـــــ ــــ ــــــ ـــ ـ ــــــ ـــ ــــ ــــــــ ـــ ــ ــــــ ـــ ــــ ـــ ــــــ ـــ ـــــــ ــــ ـــ ـــــــ ــ ــــــ ــــ ـــ ــــــ ـــ ــــــــ ــ ـــ ــــــ ـــ ـــــ ــــ ــــــ ـــ ـ ــــــ ـــ ــــ ــــــــ ـــ ــ ــــــ ـــ ــــ ـــ ــــــ ـــ ـــــــ ــــ ـــ ـــــــ ــ ــــــ ــــ ـــ ــــــ ـــ ــــــــ ــ ـــ ــــــ ـــ ـــــ ــــ ــــــ ـــ ـ ــــــ ـــ ــــ ــــــــ ـــ ــ ــــــ ـــ ــــ ـــ ــــــ ـــ ـــــــ ــــ ـــ ـــــــ ــ ــــــ ــــ ـــ ــــــ ـــ ــــــــ ــ ـــ ــــــ xyxy=(354,958,469,1769)
body-text-block: ـــ ــــــ ـــ ـــــــ ــــ ـــ ـــــــ ــ ــــــ ــــ ـــ ــــــ ـــ ــــــــ ــ ـــ ــــــ ـــ ـــــ ــــ ــــــ ـــ ـ ــــــ ـــ ــــ ــــــــ ـــ ــ ــــــ ـــ ــــ ـــ ــــــ ـــ ـــــــ ــــ ـــ ـــــــ ــ ــــــ ــــ ـــ ــــــ ـــ ــــــــ ــ ـــ ــــــ ـــ ـــــ ــــ ــــــ ـــ ـ ــــــ ـــ ــــ ــــــــ ـــ ــ ــــــ ـــ ــــ ـــ ــــــ ـــ ـــــــ ــــ ـــ ـــــــ ــ ــــــ ــــ ـــ ــــــ ـــ ــــــــ ــ ـــ ــــــ ـــ ـــــ ــــ ــــــ ـــ ـ ــــــ ـــ ــــ ــــــــ ـــ ــ ــــــ ـــ ــــ ـــ ــــــ ـــ ـــــــ ــــ ـــ ـــــــ ــ ــــــ ــــ ـــ ــــــ ـــ ــــــــ ــ ـــ ــــــ ـــ ـــــ ــــ ــــــ ـــ ـ ــــــ ـــ ــــ ــــــــ ـــ ــ ــــــ ـــ ــــ ـــ ــــــ ـــ ـــــــ ــــ ـــ ـــــــ ــ ــــــ ــــ ـــ ــــــ ـــ ــــــــ ــ ـــ ــــــ ـــ ـــــ ــــ ــــــ ـــ ـ ــــــ ـــ ــــ ــــــــ ـــ ــ ــــــ ـــ ــــ ـــ ــــــ ـــ ـــــــ ــــ ـــ ـــــــ ــ ــــــ ــــ ـــ ــــــ ـــ ــــــــ ــ ـــ ــــــ ـــ ـــــ ــــ ــــــ ـــ ـ xyxy=(598,166,713,361)
column-4 xyxy=(472,20,594,1772)
item-header xyxy=(354,26,469,40)
item-number: نمبر 18 xyxy=(550,940,590,952)
column-2 xyxy=(716,20,838,1772)
item-title: 200 روپے xyxy=(846,1283,875,1291)
body-text-block: ـــ ــــــ ـــ ـــــــ ــــ ـــ ـــــــ ــ ــــــ ــــ ـــ ــــــ ـــ ــــــــ ــ ـــ ــــــ ـــ ـــــ ــــ ــــــ ـــ ـ ــــــ ـــ ــــ ــــــــ ـــ ــ ــــــ ـــ ــــ ـــ ــــــ ـــ ـــــــ ــــ ـــ ـــــــ ــ ــــــ ــــ ـــ ــــــ ـــ ــــــــ ــ ـــ ــــــ ـــ ـــــ ــــ ــــــ ـــ ـ ــــــ ـــ ــــ ــــــــ ـــ ــ ــــــ ـــ ــــ ـــ ــــــ ـــ ـــــــ ــــ ـــ ـــــــ ــ ــــــ ــــ ـــ ــــــ ـــ ــــــــ ــ ـــ ــــــ ـــ ـــــ ــــ ــــــ ـــ ـ ــــــ ـــ ــــ ــــــــ ـــ ــ ــــــ ـــ ــــ ـــ ــــــ ـــ ـــــــ ــــ ـــ ـــــــ ــ ــــــ ــــ ـــ ــــــ ـــ ــــــــ ــ ـــ ــــــ ـــ ـــــ ــــ ــــــ ـــ ـ ــــــ ـــ ــــ xyxy=(354,364,469,493)
body-text-block: ـــ ــــــ ـــ ـــــــ ــــ ـــ ـــــــ ــ ــــــ ــــ ـــ ــــــ ـــ ــــــــ ــ ـــ ــــــ ـــ ـــــ ــــ ــــــ ـــ ـ ــــــ ـــ ــــ ــــــــ ـــ ــ ــــــ ـــ ــــ ـــ ــــــ ـــ ـــــــ ــــ ـــ ـــــــ ــ ــــــ ــــ ـــ ــــــ ـــ ــــــــ ــ ـــ ــــــ ـــ ـــــ ــــ ــــــ ـــ ـ ــــــ ـــ ــــ ــــــــ ـــ ــ ــــــ ـــ ــــ ـــ ــــــ ـــ ـــــــ ــــ ـــ ـــــــ ــ ــــــ ــــ ـــ ــــــ ـــ ــــــــ ــ ـــ ــــــ ـــ ـــــ ــــ ــــــ ـــ ـ ــــــ ـــ ــــ ــــــــ ـــ ــ ــــــ ـــ ــــ ـــ ــــــ ـــ ـــــــ ــــ ـــ ـــــــ ــ ــــــ ــــ ـــ ــــــ ـــ ــــــــ ــ ـــ ــــــ ـــ ـــــ ــــ ــــــ ـــ ـ ــــــ ـــ ــــ ــــــــ ـــ ــ ــــــ ـــ ــــ ـــ ــــــ ـــ ـــــــ ــــ ـــ ـــــــ ــ ــــــ ــــ ـــ ــــــ ـــ ــــــــ xyxy=(476,1585,591,1736)
body-text-block: ـــ ــــــ ـــ ـــــــ ــــ ـــ ـــــــ ــ ــــــ ــــ ـــ ــــــ ـــ ــــــــ ــ ـــ ــــــ ـــ ـــــ ــــ ــــــ ـــ ـ ــــــ ـــ ــــ ــــــــ ـــ ــ ــــــ ـــ ــــ ـــ ــــــ ـــ ـــــــ ــــ ـــ ـــــــ ــ ــــــ ــــ ـــ ــــــ ـــ ــــــــ ــ ـــ ــــــ ـــ ـــــ ــــ ــــــ ـــ ـ ــــــ ـــ ــــ ــــــــ ـــ ــ ــــــ ـــ ــــ ـــ ــــــ ـــ ـــــــ ــــ ـــ ـــــــ ــ ــــــ ــــ ـــ ــــــ ـــ ــــــــ ــ ـــ ــــــ ـــ ـــــ ــــ ــــــ ـــ ـ ــــــ ـــ ــــ ــــــــ ـــ ــ ــــــ ـــ ــــ ـــ ــــــ ـــ ـــــــ ــــ ـــ ـــــــ ــ ــــــ ــــ ـــ ــــــ ـــ ــــــــ ــ ـــ xyxy=(476,1442,591,1560)
item-header xyxy=(232,598,347,612)
body-text-block: ـــ ــــــ ـــ ـــــــ ــــ ـــ ـــــــ ــ ــــــ ــــ ـــ ــــــ ـــ ــــــــ ــ ـــ ــــــ ـــ ـــــ ــــ ــــــ ـــ ـ ــــــ ـــ ــــ ــــــــ ـــ ــ ــــــ ـــ ــــ ـــ ــــــ ـــ ـــــــ ــــ ـــ ـــــــ ــ ــــــ ــــ ـــ ــــــ ـــ ــــــــ ــ ـــ ــــــ ـــ ـــــ ــــ ــــــ ـــ ـ ــــــ ـــ ــــ ــــــــ ـــ ــ ــــــ ـــ ــــ ـــ ــــــ ـــ ـــــــ ــــ ـــ ـــــــ ــ ــــــ ــــ ـــ ــــــ ـــ ــــــــ ــ ـــ ــــــ ـــ ـــــ ــــ ــــــ ـــ ـ ــــــ ـــ ــــ ــــــــ ـــ ــ ــــــ ـــ ــــ ـــ ــــــ ـــ ـــــــ ــــ ـــ ـــــــ ــ ــــــ ــــ ـــ ــــــ ـــ ــــــــ ــ ـــ ــــــ ـــ ـــــ ــــ ــــــ ـــ ـ ــــــ ـــ ــــ xyxy=(842,1145,957,1274)
body-text-block: ـــ ــــــ ـــ ـــــــ ــــ ـــ ـــــــ ــ ــــــ ــــ ـــ ــــــ ـــ ــــــــ ــ ـــ ــــــ ـــ ـــــ ــــ ــــــ ـــ ـ ــــــ ـــ ــــ ــــــــ ـــ ــ ــــــ ـــ ــــ ـــ ــــــ ـــ ـــــــ ــــ ـــ ـــــــ ــ ــــــ ــــ ـــ ــــــ ـــ ــــــــ ــ ـــ ــــــ ـــ ـــــ ــــ ــــــ ـــ ـ ــــــ ـــ ــــ ــــــــ ـــ ــ ــــــ ـــ ــــ ـــ ــــــ ـــ ـــــــ ــــ ـــ ـــــــ ــ ــــــ ــــ ـــ ــــــ ـــ ــــــــ ــ ـــ ــــــ ـــ ـــــ ــــ ــــــ ـــ ـ ــــــ ـــ ــــ ــــــــ ـــ ــ ــــــ ـــ ــــ ـــ ــــــ ـــ ـــــــ ــــ ـــ ـــــــ ــ ــــــ ــــ ـــ ــــــ ـــ ــــــــ ــ ـــ ــــــ ـــ ـــــ ــــ ــــــ ـــ ـ ــــــ ـــ ــــ ــــــــ ـــ ــ ــــــ ـــ ــــ ـــ ــــــ ـــ ـــــــ ــــ ـــ ـــــــ ــ ــــــ ــــ ـــ ــــــ ـــ ــــــــ ــ ـــ ــــــ ـــ ـــــ ــــ ــــــ ـــ ـ ــــــ ـــ ــــ ــــــــ ـــ ــ ــــــ ـــ ــــ ـــ ــــــ ـــ ـــــــ ــــ ـــ ـــــــ ــ ــــــ ــــ ـــ ــــــ ـــ ــــــــ ــ ـــ ــــــ ـــ ـــــ ــــ ــــــ ـــ ـ ــــــ ـــ ــــ ــــــــ ـــ ــ ــــــ ـــ ــــ ـــ ــــــ ـــ ـــــــ ــــ ـــ ـــــــ ــ ــــــ ــــ ـــ xyxy=(354,518,469,735)
item-header xyxy=(476,939,591,953)
item-number: نمبر 15 xyxy=(550,225,590,237)
item-number: نمبر 2 xyxy=(922,203,956,215)
item-number: نمبر 10 xyxy=(794,610,834,622)
item-title: حادثہ xyxy=(602,29,618,37)
item-header xyxy=(720,609,835,623)
item-title: اہم فیصلہ xyxy=(480,942,511,950)
column-8 xyxy=(0,20,106,1772)
item-title: امریکا پاکستان تعلقات xyxy=(846,29,911,37)
column-1 xyxy=(838,20,960,1772)
item-title: بجلی کے بل xyxy=(846,590,880,598)
item-header xyxy=(842,466,957,480)
item-number: نمبر 16 xyxy=(550,544,590,556)
body-text-block: ـــ ــــــ ـــ ـــــــ ــــ ـــ ـــــــ ــ ــــــ ــــ ـــ ــــــ ـــ ــــــــ ــ ـــ ــــــ ـــ ـــــ ــــ ــــــ ـــ ـ ــــــ ـــ ــــ ــــــــ ـــ ــ ــــــ ـــ ــــ ـــ ــــــ ـــ ـــــــ ــــ ـــ ـــــــ ــ ــــــ ــــ ـــ ــــــ ـــ ــــــــ ــ ـــ ــــــ ـــ ـــــ ــــ ــــــ ـــ ـ ــــــ ـــ ــــ ــــــــ ـــ ــ ــــــ ـــ ــــ ـــ ــــــ ـــ ـــــــ ــــ ـــ ـــــــ ــ ــــــ ــــ ـــ ــــــ ـــ ــــــــ ــ ـــ ــــــ ـــ ـــــ ــــ ــــــ ـــ ـ ــــــ ـــ ــــ ــــــــ ـــ ــ ــــــ ـــ ــــ ـــ ــــــ ـــ ـــــــ ــــ ـــ ـــــــ ــ ــــــ ــــ ـــ ــــــ ـــ ــــــــ ــ ـــ ــــــ ـــ ـــــ ــــ ــــــ ـــ ـ ــــــ ـــ ــــ ــــــــ ـــ ــ ــــــ ـــ ــــ ـــ ــــــ ـــ ـــــــ ــــ ـــ ـــــــ ــ ــــــ ــــ ـــ ــــــ ـــ ــــــــ xyxy=(842,45,957,196)
item-header xyxy=(476,697,591,711)
item-number: نمبر 34 xyxy=(184,269,224,281)
item-header xyxy=(110,268,225,282)
item-number: نمبر 25 xyxy=(428,500,468,512)
body-text-block: ـــ ــــــ ـــ ـــــــ ــــ ـــ ـــــــ ــ ــــــ ــــ ـــ ــــــ ـــ ــــــــ ــ ـــ ــــــ ـــ ـــــ ــــ ــــــ ـــ ـ ــــــ ـــ ــــ ــــــــ ـــ ــ ــــــ ـــ ــــ ـــ ــــــ ـــ ـــــــ ــــ ـــ ـــــــ ــ ــــــ ــــ ـــ ــــــ ـــ ــــــــ ــ ـــ ــــــ ـــ ـــــ ــــ ــــــ ـــ ـ ــــــ ـــ ــــ ــــــــ ـــ ــ ــــــ ـــ ــــ ـــ ــــــ ـــ ـــــــ ــــ ـــ ـــــــ ــ ــــــ ــــ ـــ ــــــ ـــ ــــــــ ــ ـــ ــــــ ـــ ـــــ ــــ ــــــ ـــ ـ ــــــ ـــ ــــ ــــــــ ـــ ــ ــــــ ـــ ــــ ـــ ــــــ ـــ ـــــــ ــــ ـــ ـــــــ ــ ــــــ ــــ ـــ ــــــ ـــ ــــــــ ــ ـــ ــــــ ـــ ـــــ ــــ ــــــ ـــ ـ ــــــ ـــ ــــ ــــــــ ـــ ــ ــــــ ـــ ــــ ـــ ــــــ ـــ ـــــــ ــــ ـــ ـــــــ ــ ــــــ ــــ ـــ ــــــ ـــ ــــــــ ــ ـــ ــــــ ـــ ـــــ ــــ ــــــ ـــ ـ ــــــ ـــ ــــ ــــــــ ـــ ــ ــــــ ـــ ــــ ـــ ــــــ ـــ ـــــــ ــــ ـــ ـــــــ ــ ــــــ ــــ ـــ ــــــ ـــ ــــــــ ــ ـــ ــــــ ـــ ـــــ ــــ ــــــ ـــ ـ ــــــ ـــ ــــ ــــــــ ـــ ــ ــــــ ـــ ــــ ـــ ــــــ ـــ ـــــــ ــــ ـــ ـــــــ ــ ــــــ ــــ ـــ ــــــ ـــ ــــــــ ــ ـــ ــــــ ـــ ـــــ ــــ ــــــ ـــ ـ ــــــ ـــ ــــ ــــــــ ـــ ــ ــــــ ـــ ــــ ـــ ــــــ ـــ ـــــــ ــــ ـــ ـــــــ ــ ــــــ ــــ ـــ ــــــ ـــ ــــــــ ــ ـــ ــــــ ـــ ـــــ ــــ xyxy=(232,617,347,878)
column-5 xyxy=(350,20,472,1772)
column-7 xyxy=(106,20,228,1772)
item-number: نمبر 29 xyxy=(306,401,346,413)
item-header xyxy=(598,26,713,40)
item-number: نمبر 33 xyxy=(184,27,224,39)
item-number: نمبر 17 xyxy=(550,698,590,710)
item-header xyxy=(476,224,591,238)
item-number: نمبر 8 xyxy=(800,269,834,281)
item-title: سفارتی امور xyxy=(358,29,396,37)
item-title: پولیس مقابلہ xyxy=(724,392,763,400)
item-title: امریکا xyxy=(480,700,498,708)
body-text-block: ـــ ــــــ ـــ ـــــــ ــــ ـــ ـــــــ ــ ــــــ ــــ ـــ ــــــ ـــ ــــــــ ــ ـــ ــــــ ـــ ـــــ ــــ ــــــ ـــ ـ ــــــ ـــ ــــ ــــــــ ـــ ــ ــــــ ـــ ــــ ـــ ــــــ ـــ ـــــــ ــــ ـــ ـــــــ ــ ــــــ ــــ ـــ ــــــ ـــ ــــــــ ــ ـــ ــــــ ـــ ـــــ ــــ ــــــ ـــ ـ ــــــ ـــ ــــ ــــــــ ـــ ــ ــــــ ـــ ــــ ـــ ــــــ ـــ ـــــــ ــــ ـــ ـــــــ ــ ــــــ ــــ ـــ ــــــ ـــ ــــــــ ــ ـــ ــــــ ـــ ـــــ ــــ ــــــ ـــ ـ ــــــ ـــ ــــ ــــــــ ـــ ــ ــــــ ـــ ــــ ـــ ــــــ ـــ ـــــــ ــــ ـــ ـــــــ ــ ــــــ ــــ ـــ ــــــ ـــ ــــــــ ــ ـــ ــــــ ـــ ـــــ ــــ ــــــ ـــ ـ ــــــ ـــ ــــ ــــــــ ـــ ــ ــــــ ـــ ــــ ـــ ــــــ ـــ ـــــــ ــــ ـــ ـــــــ ــ ــــــ ــــ ـــ ــــــ ـــ ــــــــ ــ ـــ ــــــ ـــ ـــــ ــــ ــــــ ـــ ـ ــــــ ـــ ــــ ــــــــ ـــ ــ ــــــ ـــ ــــ ـــ ــــــ ـــ ـــــــ ــــ ـــ ـــــــ ــ ــــــ ــــ ـــ ــــــ ـــ ــــــــ ــ ـــ ــــــ ـــ ـــــ ــــ ــــــ ـــ ـ xyxy=(720,408,835,603)
body-text-block: ـــ ــــــ ـــ ـــــــ ــــ ـــ ـــــــ ــ ــــــ ــــ ـــ ــــــ ـــ ــــــــ ــ ـــ ــــــ ـــ ـــــ ــــ ــــــ ـــ ـ ــــــ ـــ ــــ ــــــــ ـــ ــ ــــــ ـــ ــــ ـــ ــــــ ـــ ـــــــ ــــ ـــ ـــــــ ــ ــــــ ــــ ـــ ــــــ ـــ ــــــــ ــ ـــ ــــــ ـــ ـــــ ــــ ــــــ ـــ ـ ــــــ ـــ ــــ ــــــــ ـــ ــ ــــــ ـــ ــــ ـــ ــــــ ـــ ـــــــ ــــ ـــ ـــــــ ــ ــــــ ــــ ـــ ــــــ ـــ ــــــــ ــ ـــ ــــــ ـــ ـــــ ــــ ــــــ ـــ ـ ــــــ ـــ ــــ ــــــــ ـــ ــ ــــــ ـــ ــــ ـــ ــــــ ـــ ـــــــ ــــ ـــ ـــــــ ــ ــــــ ــــ ـــ ــــــ ـــ ــــــــ ــ ـــ ــــــ ـــ ـــــ ــــ ــــــ ـــ ـ ــــــ ـــ ــــ ــــــــ ـــ ــ ــــــ ـــ ــــ ـــ ــــــ ـــ ـــــــ ــــ ـــ ـــــــ ــ ــــــ ــــ ـــ ــــــ ـــ ــــــــ ــ ـــ ــــــ ـــ ـــــ ــــ ــــــ ـــ ـ ــــــ ـــ ــــ ــــــــ ـــ ــ ــــــ ـــ ــــ ـــ ــــــ ـــ xyxy=(476,958,591,1131)
body-text-block: ـــ ــــــ ـــ ـــــــ ــــ ـــ ـــــــ ــ ــــــ ــــ ـــ ــــــ ـــ ــــــــ ــ ـــ ــــــ ـــ ـــــ ــــ ــــــ ـــ ـ ــــــ ـــ ــــ ــــــــ ـــ ــ ــــــ ـــ ــــ ـــ ــــــ ـــ ـــــــ ــــ ـــ ـــــــ ــ ــــــ ــــ ـــ ــــــ ـــ ــــــــ ــ ـــ ــــــ ـــ ـــــ ــــ ــــــ ـــ ـ ــــــ ـــ ــــ ــــــــ ـــ ــ ــــــ ـــ ــــ ـــ ــــــ ـــ ـــــــ ــــ ـــ ـــــــ ــ ــــــ ــــ ـــ ــــــ ـــ ــــــــ ــ ـــ ــــــ ـــ ـــــ ــــ ــــــ ـــ ـ ــــــ ـــ ــــ ــــــــ ـــ ــ ــــــ ـــ ــــ ـــ ــــــ ـــ ـــــــ ــــ ـــ ـــــــ ــ ــــــ ــــ ـــ ــــــ ـــ ــــــــ ــ ـــ ــــــ ـــ ـــــ ــــ ــــــ ـــ ـ ــــــ ـــ ــــ xyxy=(232,23,347,152)
item-header xyxy=(720,268,835,282)
item-header xyxy=(110,466,225,480)
item-title: مظاہرہ xyxy=(358,348,382,356)
item-header xyxy=(354,499,469,513)
body-text-block: ـــ ــــــ ـــ ـــــــ ــــ ـــ ـــــــ ــ ــــــ ــــ ـــ ــــــ ـــ ــــــــ ــ ـــ ــــــ ـــ ـــــ ــــ ــــــ ـــ ـ ــــــ ـــ ــــ ــــــــ ـــ ــ ــــــ ـــ ــــ ـــ ــــــ ـــ ـــــــ ــــ ـــ ـــــــ ــ ــــــ ــــ ـــ ــــــ ـــ ــــــــ ــ ـــ ــــــ ـــ ـــــ ــــ ــــــ ـــ ـ ــــــ ـــ ــــ ــــــــ ـــ ــ ــــــ ـــ ــــ ـــ ــــــ ـــ ـــــــ ــــ ـــ ـــــــ ــ ــــــ ــــ ـــ ــــــ ـــ ــــــــ ــ ـــ ــــــ ـــ ـــــ ــــ ــــــ ـــ ـ ــــــ ـــ ــــ ــــــــ xyxy=(842,485,957,581)
item-header xyxy=(476,1423,591,1437)
item-header xyxy=(720,928,835,942)
body-text-block: ـــ ــــــ ـــ ـــــــ ــــ ـــ ـــــــ ــ ــــــ ــــ ـــ ــــــ ـــ ــــــــ ــ ـــ ــــــ ـــ ـــــ ــــ ــــــ ـــ ـ ــــــ ـــ ــــ ــــــــ ـــ ــ ــــــ ـــ ــــ ـــ ــــــ ـــ ـــــــ ــــ ـــ ـــــــ ــ ــــــ ــــ ـــ ــــــ ـــ ــــــــ ــ ـــ ــــــ ـــ ـــــ ــــ ــــــ ـــ ـ ــــــ ـــ ــــ ــــــــ ـــ ــ ــــــ ـــ ــــ ـــ ــــــ ـــ ـــــــ ــــ ـــ ـــــــ ــ ــــــ ــــ ـــ ــــــ ـــ ــــــــ ــ ـــ ــــــ ـــ ـــــ ــــ ــــــ ـــ ـ ــــــ ـــ ــــ ــــــــ ـــ ــ ــــــ ـــ ــــ ـــ ــــــ ـــ ـــــــ ــــ ـــ ـــــــ ــ ــــــ ــــ ـــ ــــــ ـــ ــــــــ ــ ـــ ــــــ ـــ ـــــ ــــ ــــــ ـــ ـ ــــــ ـــ ــــ ــــــــ ـــ ــ ــــــ ـــ ــــ ـــ ــــــ ـــ ـــــــ ــــ ـــ ـــــــ ــ ــــــ ــــ ـــ ــــــ ـــ ــــــــ ــ ـــ ــــــ ـــ ـــــ ــــ ــــــ ـــ ـ ــــــ ـــ ــــ ــــــــ ـــ ــ ــــــ ـــ ــــ ـــ ــــــ ـــ ـــــــ ــــ ـــ ـــــــ ــ ــــــ ــــ ـــ ــــــ ـــ ــــــــ ــ ـــ ــــــ ـــ ـــــ ــــ ــــــ ـــ ـ ــــــ ـــ ــــ ــــــــ ـــ ــ ــــــ ـــ ــــ ـــ ــــــ ـــ ـــــــ ــــ ـــ ـــــــ ــ ــــــ ــــ ـــ ــــــ ـــ ــــــــ ــ ـــ ــــــ ـــ ـــــ ــــ ــــــ ـــ ـ ــــــ ـــ ــــ ــــــــ ـــ ــ ــــــ ـــ ــــ xyxy=(720,23,835,262)
item-title: صحت xyxy=(236,887,254,895)
item-number: نمبر 13 xyxy=(672,148,712,160)
body-text-block: ـــ ــــــ ـــ ـــــــ ــــ ـــ ـــــــ ــ ــــــ ــــ ـــ ــــــ ـــ ــــــــ ــ ـــ ــــــ ـــ ـــــ ــــ ــــــ ـــ ـ ــــــ ـــ ــــ ــــــــ ـــ ــ ــــــ ـــ ــــ ـــ ــــــ ـــ ـــــــ ــــ ـــ ـــــــ ــ ــــــ ــــ ـــ ــــــ ـــ ــــــــ ــ ـــ ــــــ ـــ ـــــ ــــ ــــــ ـــ ـ ــــــ ـــ ــــ ــــــــ ـــ ــ ــــــ ـــ ــــ ـــ ــــــ ـــ ـــــــ ــــ ـــ ـــــــ ــ ــــــ ــــ ـــ ــــــ ـــ ــــــــ ــ ـــ ــــــ ـــ ـــــ ــــ ــــــ ـــ ـ ــــــ ـــ ــــ ــــــــ ـــ ــ ــــــ ـــ ــــ ـــ ــــــ ـــ ـــــــ ــــ ـــ ـــــــ ــ ــــــ ــــ ـــ ــــــ ـــ ــــــــ ــ ـــ ــــــ ـــ ـــــ ــــ ــــــ ـــ ـ ــــــ ـــ ــــ ــــــــ ـــ ــ ــــــ ـــ ــــ ـــ ــــــ ـــ ـــــــ ــــ ـــ ـــــــ ــ ــــــ ــــ ـــ ــــــ ـــ ــــــــ ــ ـــ ــــــ ـــ ـــــ ــــ ــــــ ـــ ـ ــــــ ـــ ــــ ــــــــ ـــ ــ ــــــ ـــ ــــ ـــ ــــــ ـــ xyxy=(110,287,225,460)
item-title: صوبائی کابینہ xyxy=(846,1129,886,1137)
body-text-block: ـــ ــــــ ـــ ـــــــ ــــ ـــ ـــــــ ــ ــــــ ــــ ـــ ــــــ ـــ ــــــــ ــ ـــ ــــــ ـــ ـــــ ــــ ــــــ ـــ ـ ــــــ ـــ ــــ ــــــــ ـــ ــ ــــــ ـــ ــــ ـــ ــــــ ـــ ـــــــ ــــ ـــ ـــــــ ــ ــــــ ــــ ـــ ــــــ ـــ ــــــــ ــ ـــ ــــــ ـــ ـــــ ــــ ــــــ ـــ ـ ــــــ ـــ ــــ ــــــــ ـــ ــ ــــــ ـــ ــــ ـــ ــــــ ـــ ـــــــ ــــ ـــ ـــــــ ــ ــــــ ــــ ـــ ــــــ ـــ ــــــــ ــ ـــ ــــــ ـــ ـــــ ــــ ــــــ ـــ ـ ــــــ ـــ ــــ ــــــــ ـــ ــ ــــــ ـــ ــــ ـــ ــــــ ـــ ـــــــ ــــ ـــ ـــــــ ــ ــــــ ــــ ـــ ــــــ ـــ ــــــــ ــ ـــ ــــــ ـــ ـــــ ــــ ــــــ ـــ ـ ــــــ ـــ ــــ ــــــــ ـــ ــ ــــــ ـــ ــــ ـــ ــــــ ـــ ـــــــ ــــ ـــ ـــــــ ــ ــــــ ــــ ـــ ــــــ ـــ ــــــــ ــ ـــ ــــــ ـــ ـــــ ــــ ــــــ ـــ ـ ــــــ ـــ ــــ ــــــــ ـــ ــ ــــــ ـــ ــــ ـــ ــــــ ـــ ـــــــ ــــ ـــ ـــــــ ــ ــــــ ــــ ـــ ــــــ ـــ ــــــــ ــ ـــ ــــــ ـــ ـــــ ــــ ــــــ ـــ ـ ــــــ ـــ ــــ ــــــــ ـــ ــ ــــــ ـــ ــــ ـــ ــــــ ـــ ـــــــ ــــ ـــ ـــــــ ــ ــــــ ــــ ـــ ــــــ ـــ ــــــــ ــ ـــ ــــــ ـــ ـــــ ــــ ــــــ ـــ ـ ــــــ ـــ ــــ ــــــــ ـــ ــ ــــــ ـــ ــــ ـــ ــــــ ـــ ـــــــ ــــ ـــ ـــــــ ــ ــــــ ــــ ـــ ــــــ ـــ ــــــــ ــ ـــ ــــــ ـــ ـــــ ــــ ــــــ ـــ ـ ــــــ ـــ ــــ ــــــــ ـــ ــ ــــــ ـــ ــــ ـــ ــــــ ـــ ـــــــ ــــ ـــ ـــــــ ــ ــــــ ــــ ـــ ــــــ ـــ ــــــــ ــ ـــ ــــــ ـــ ـــــ ــــ ــــــ ـــ ـ ــــــ ـــ ــــ ــــــــ ـــ ــ ــــــ ـــ ــــ ـــ ــــــ ـــ ـــــــ ــــ ـــ ـــــــ ــ ــــــ ــــ ـــ ــــــ ـــ ــــــــ ــ ـــ ــــــ ـــ ـــــ ــــ ــــــ ـــ ـ ــــــ ـــ ــــ ــــــــ ـــ ــ ــــــ ـــ ــــ ـــ ــــــ ـــ ـــــــ ــــ ـــ ـــــــ ــ ــــــ ــــ ـــ ــــــ ـــ ــــــــ ــ ـــ ــــــ ـــ ـــــ ــــ ــــــ ـــ ـ ــــــ ـــ ــــ ــــــــ ـــ ــ ــــــ ـــ ــــ ـــ ــــــ ـــ ـــــــ ــــ ـــ ـــــــ ــ ــــــ ــــ ـــ ــــــ ـــ ــــــــ ــ ـــ ــــــ ـــ ـــــ ــــ ــــــ ـــ ـ ــــــ ـــ ــــ ــــــــ ـــ ــ ــــــ ـــ ــــ ـــ ــــــ ـــ ـــــــ ــــ ـــ ـــــــ ــ ــــــ ــــ ـــ ــــــ ـــ ــــــــ ــ ـــ ــــــ ـــ ـــــ ــــ ــــــ ـــ ـ ــــــ ـــ ــــ ــــــــ ـــ ــ ــــــ ـــ ــــ ـــ ــــــ ـــ ـــــــ ــــ ـــ ـــــــ ــ ــــــ ــــ ـــ ــــــ ـــ ــــــــ ــ ـــ ــــــ ـــ ـــــ ــــ ــــــ ـــ ـ ــــــ ـــ ــــ ــــــــ ـــ ــ ــــــ ـــ ــــ ـــ ــــــ ـــ ـــــــ ــــ ـــ ـــــــ ــ ــــــ ــــ ـــ ــــــ ـــ ــــــــ ــ ـــ ــــــ ـــ ـــــ ــــ ــــــ ـــ ـ ــــــ ـــ ــــ ــــــــ ـــ ــ ــــــ ـــ ــــ ـــ ــــــ ـــ ـــــــ ــــ ـــ ـــــــ ــ ــــــ ــــ ـــ ــــــ ـــ ــــــــ ــ ـــ ــــــ ـــ ـــــ ــــ ــــــ ـــ ـ ــــــ ـــ ــــ ــــــــ ـــ ــ ــــــ ـــ ــــ ـــ ــــــ ـــ ـــــــ ــــ ـــ ـــــــ ــ ــــــ ــــ ـــ ــــــ ـــ ــــــــ ــ ـــ ــــــ ـــ ـــــ ــــ ــــــ ـــ ـ ــــــ ـــ ــــ ــــــــ ـــ ــ ــــــ ـــ ــــ ـــ ــــــ ـــ ـــــــ ــــ ـــ ـــــــ ــ ــــــ ــــ ـــ ــــــ ـــ ــــــــ ــ ـــ ــــــ ـــ ـــــ ــــ ــــــ ـــ ـ ــــــ ـــ ــــ ــــــــ ـــ ــ ــــــ ـــ ــــ ـــ ــــــ ـــ ـــــــ ــــ ـــ ـــــــ ــ ــــــ ــــ ـــ ــــــ ـــ ــــــــ ــ ـــ ــــــ ـــ ـــــ ــــ ــــــ ـــ ـ ــــــ ـــ ــــ ــــــــ ـــ ــ ــــــ ـــ ــــ ـــ ــــــ ـــ ـــــــ ــــ ـــ ـــــــ ــ ــــــ ــــ ـــ ــــــ ـــ ــــــــ ــ ـــ ــــــ ـــ ـــــ ــــ ــــــ ـــ ـ ــــــ ـــ ــــ ــــــــ ـــ ــ ــــــ ـــ ــــ ـــ ــــــ ـــ ـــــــ ــــ ـــ ـــــــ ــ ــــــ ــــ ـــ ــــــ ـــ ــــــــ ــ ـــ ــــــ ـــ ـــــ ــــ ــــــ ـــ ـ ــــــ ـــ ــــ ــــــــ ـــ ــ ــــــ ـــ ــــ ـــ ــــــ ـــ ـــــــ ــــ ـــ ـــــــ ــ ــــــ ــــ ـــ ــــــ ـــ ــــــــ ــ ـــ ــــــ ـــ ـــــ ــــ ــــــ ـــ ـ ــــــ ـــ ــــ ــــــــ ـــ ــ ــــــ ـــ ــــ ـــ ــــــ ـــ ـــــــ ــــ ـــ ـــــــ ــ ــــــ ــــ ـــ ــــــ ـــ ــــــــ ــ ـــ ــــــ ـــ ـــــ ــــ ــــــ ـــ ـ ــــــ ـــ ــــ ــــــــ ـــ ــ ــــــ ـــ ــــ ـــ ــــــ ـــ ـــــــ ــــ ـــ ـــــــ ــ ــــــ ــــ ـــ ــــــ ـــ ــــــــ ــ ـــ ــــــ ـــ ـــــ ــــ ــــــ ـــ ـ ــــــ ـــ ــــ ــــــــ xyxy=(720,947,835,1769)
body-text-block: ـــ ــــــ ـــ ـــــــ ــــ ـــ ـــــــ ــ ــــــ ــــ ـــ ــــــ ـــ ــــــــ ــ ـــ ــــــ ـــ ـــــ ــــ ــــــ ـــ ـ ــــــ ـــ ــــ ــــــــ ـــ ــ ــــــ ـــ ــــ ـــ ــــــ ـــ ـــــــ ــــ ـــ ـــــــ ــ ــــــ ــــ ـــ ــــــ ـــ ــــــــ ــ ـــ ــــــ ـــ ـــــ ــــ ــــــ ـــ ـ ــــــ ـــ ــــ ــــــــ ـــ ــ ــــــ ـــ ــــ ـــ ــــــ ـــ ـــــــ ــــ ـــ ـــــــ ــ ــــــ ــــ ـــ ــــــ ـــ ــــــــ ــ ـــ ــــــ ـــ ـــــ ــــ ــــــ ـــ ـ ــــــ ـــ ــــ ــــــــ ـــ ــ ــــــ ـــ ــــ ـــ ــــــ ـــ ـــــــ ــــ ـــ ـــــــ ــ ــــــ ــــ ـــ ــــــ ـــ ــــــــ ــ ـــ ــــــ ـــ ـــــ ــــ ــــــ ـــ ـ ــــــ ـــ ــــ ــــــــ ـــ ــ ــــــ ـــ ــــ ـــ ــــــ ـــ ـــــــ ــــ ـــ ـــــــ ــ ــــــ ــــ ـــ ــــــ ـــ ــــــــ ــ ـــ ــــــ ـــ ـــــ ــــ ــــــ ـــ ـ ــــــ ـــ ــــ ــــــــ ـــ ــ ــــــ ـــ ــــ ـــ ــــــ ـــ ـــــــ ــــ ـــ ـــــــ ــ ــــــ ــــ ـــ ــــــ ـــ ــــــــ ــ ـــ ــــــ ـــ ـــــ ــــ ــــــ ـــ ـ ــــــ ـــ ــــ ــــــــ ـــ ــ ــــــ ـــ ــــ ـــ ــــــ ـــ ـــــــ ــــ ـــ ـــــــ ــ ــــــ ــــ ـــ ــــــ ـــ ــــــــ ــ ـــ ــــــ ـــ ـــــ ــــ ــــــ ـــ ـ ــــــ ـــ ــــ ــــــــ ـــ ــ ــــــ ـــ ــــ ـــ ــــــ ـــ ـــــــ ــــ ـــ ـــــــ ــ ــــــ ــــ ـــ ــــــ ـــ ــــــــ ــ ـــ ــــــ ـــ ـــــ ــــ ــــــ ـــ ـ ــــــ ـــ ــــ ــــــــ ـــ ــ ــــــ ـــ ــــ ـــ ــــــ ـــ ـــــــ ــــ ـــ ـــــــ ــ ــــــ ــــ ـــ ــــــ ـــ ــــــــ ــ ـــ ــــــ ـــ ـــــ xyxy=(476,243,591,537)
item-title: کمیٹی اجلاس xyxy=(358,942,397,950)
item-title: ترقیاتی منصوبے xyxy=(236,403,282,411)
body-text-block: ـــ ــــــ ـــ ـــــــ ــــ ـــ ـــــــ ــ ــــــ ــــ ـــ ــــــ ـــ ــــــــ ــ ـــ ــــــ ـــ ـــــ ــــ ــــــ ـــ ـ ــــــ ـــ ــــ ــــــــ ـــ ــ ــــــ ـــ ــــ ـــ ــــــ ـــ ـــــــ ــــ ـــ ـــــــ ــ ــــــ ــــ ـــ ــــــ ـــ ــــــــ ــ ـــ ــــــ ـــ ـــــ ــــ ــــــ ـــ ـ ــــــ ـــ ــــ ــــــــ ـــ ــ ــــــ ـــ ــــ ـــ ــــــ ـــ ـــــــ ــــ ـــ ـــــــ ــ ــــــ ــــ ـــ ــــــ ـــ ــــــــ ــ ـــ ــــــ ـــ ـــــ ــــ ــــــ ـــ ـ ــــــ ـــ ــــ ــــــــ ـــ ــ ــــــ ـــ ــــ ـــ ــــــ ـــ ـــــــ ــــ ـــ ـــــــ ــ ــــــ ــــ ـــ ــــــ ـــ ــــــــ ــ ـــ ــــــ ـــ ـــــ ــــ ــــــ ـــ ـ ــــــ ـــ ــــ ــــــــ ـــ ــ ــــــ ـــ ــــ ـــ ــــــ ـــ ـــــــ ــــ ـــ ـــــــ ــ ــــــ ــــ ـــ ــــــ ـــ ــــــــ ــ ـــ ــــــ ـــ ـــــ ــــ ــــــ ـــ ـ ــــــ ـــ ــــ ــــــــ ـــ ــ ــــــ ـــ ــــ ـــ ــــــ ـــ ـــــــ ــــ ـــ ـــــــ ــ ــــــ ــــ ـــ ــــــ ـــ ــــــــ ــ ـــ ــــــ ـــ ـــــ ــــ ــــــ ـــ ـ ــــــ ـــ ــــ ــــــــ ـــ ــ ــــــ ـــ ــــ ـــ ــــــ ـــ ـــــــ ــــ ـــ ـــــــ ــ ــــــ ــــ ـــ xyxy=(232,177,347,394)
item-number: نمبر 31 xyxy=(306,885,346,897)
item-number: نمبر 11 xyxy=(794,929,834,941)
item-number: نمبر 24 xyxy=(428,346,468,358)
item-number: نمبر 3 xyxy=(922,467,956,479)
item-header xyxy=(842,1280,957,1294)
masthead-english-title: THE DAILY UMMAT , MONDAY AUGUST 17,2026 xyxy=(3,1,305,16)
item-number: نمبر 21 xyxy=(550,1567,590,1579)
item-header xyxy=(842,587,957,601)
item-header xyxy=(232,400,347,414)
body-text-block: ـــ ــــــ ـــ ـــــــ ــــ ـــ ـــــــ ــ ــــــ ــــ ـــ ــــــ ـــ ــــــــ ــ ـــ ــــــ ـــ ـــــ ــــ ــــــ ـــ ـ ــــــ ـــ ــــ ــــــــ ـــ ــ ــــــ ـــ ــــ ـــ ــــــ ـــ ـــــــ ــــ ـــ ـــــــ ــ ــــــ ــــ ـــ ــــــ ـــ ــــــــ ــ ـــ ــــــ ـــ ـــــ ــــ ــــــ ـــ ـ ــــــ ـــ ــــ ــــــــ ـــ ــ ــــــ ـــ ــــ ـــ ــــــ ـــ ـــــــ ــــ ـــ ـــــــ ــ ــــــ ــــ ـــ ــــــ ـــ ــــــــ ــ ـــ ــــــ ـــ ـــــ ــــ ــــــ ـــ ـ ــــــ ـــ ــــ ــــــــ ـــ ــ ــــــ ـــ ــــ ـــ ــــــ ـــ ـــــــ ــــ ـــ ـــــــ ــ ــــــ ــــ ـــ ــــــ ـــ ــــــــ ــ ـــ ــــــ ـــ ـــــ ــــ ــــــ ـــ ـ ــــــ ـــ ــــ ــــــــ ـــ ــ ــــــ ـــ ــــ ـــ ــــــ ـــ ـــــــ ــــ ـــ ـــــــ ــ ــــــ ــــ ـــ ــــــ ـــ ــــــــ ــ ـــ ــــــ ـــ ـــــ ــــ ــــــ ـــ ـ ــــــ ـــ ــــ ــــــــ ـــ ــ ــــــ ـــ ــــ ـــ ــــــ ـــ ـــــــ ــــ ـــ ـــــــ ــ ــــــ ــــ ـــ ــــــ ـــ ــــــــ ــ ـــ ــــــ ـــ ـــــ ــــ ــــــ ـــ ـ ــــــ ـــ ــــ ــــــــ ـــ ــ ــــــ ـــ ــــ ـــ ــــــ ـــ ـــــــ ــــ ـــ ـــــــ ــ ــــــ ــــ ـــ ــــــ ـــ ــــــــ ــ ـــ ــــــ ـــ ـــــ ــــ ــــــ ـــ ـ ــــــ ـــ ــــ ــــــــ ـــ ــ ــــــ ـــ ــــ ـــ ــــــ ـــ ـــــــ ــــ ـــ ـــــــ ــ ــــــ ــــ ـــ ــــــ ـــ ــــــــ ــ ـــ ــــــ ـــ ـــــ ــــ ــــــ ـــ ـ ــــــ ـــ ــــ ــــــــ ـــ ــ ــــــ ـــ ــــ ـــ ــــــ ـــ ـــــــ ــــ ـــ ـــــــ ــ ــــــ ــــ ـــ ــــــ ـــ ــــــــ ــ ـــ ــــــ ـــ ـــــ xyxy=(720,628,835,922)
item-title: سیاسی اجلاس xyxy=(602,370,646,378)
item-number: نمبر 19 xyxy=(550,1138,590,1150)
item-header xyxy=(476,1742,591,1756)
item-title: اسلحہ ضبط xyxy=(846,810,882,818)
item-title: تعلیمی ادارے xyxy=(724,612,761,620)
item-title: ٹیکس 27 گوشوارے xyxy=(846,205,903,213)
body-text-block: ـــ ــــــ ـــ ـــــــ ــــ ـــ ـــــــ ــ ــــــ ــــ ـــ ــــــ ـــ ــــــــ ــ ـــ ــــــ ـــ ـــــ ــــ ــــــ ـــ ـ ــــــ ـــ ــــ ــــــــ ـــ ــ ــــــ ـــ ــــ ـــ ــــــ ـــ ـــــــ ــــ ـــ ـــــــ ــ ــــــ ــــ ـــ ــــــ ـــ ــــــــ ــ ـــ ــــــ ـــ ـــــ ــــ ــــــ ـــ ـ ــــــ ـــ ــــ ــــــــ ـــ ــ ــــــ ـــ ــــ ـــ ــــــ ـــ ـــــــ ــــ ـــ ـــــــ ــ ــــــ ــــ ـــ ــــــ ـــ ــــــــ ــ ـــ ــــــ ـــ ـــــ ــــ ــــــ ـــ ـ ــــــ ـــ ــــ ــــــــ ـــ ــ ــــــ ـــ ــــ ـــ ــــــ ـــ ـــــــ ــــ ـــ ـــــــ ــ ــــــ ــــ ـــ ــــــ ـــ ــــــــ ــ ـــ xyxy=(232,903,347,1021)
item-header xyxy=(476,543,591,557)
body-text-block: ـــ ــــــ ـــ ـــــــ ــــ ـــ ـــــــ ــ ــــــ ــــ ـــ ــــــ ـــ ــــــــ ــ ـــ ــــــ ـــ ـــــ ــــ ــــــ ـــ ـ ــــــ ـــ ــــ ــــــــ ـــ ــ ــــــ ـــ ــــ ـــ ــــــ ـــ ـــــــ ــــ ـــ ـــــــ ــ ــــــ ــــ ـــ ــــــ ـــ ــــــــ ــ ـــ ــــــ ـــ ـــــ ــــ ــــــ ـــ ـ ــــــ ـــ ــــ ــــــــ ـــ ــ ــــــ ـــ ــــ ـــ ــــــ ـــ ـــــــ ــــ ـــ ـــــــ ــ ــــــ ــــ ـــ ــــــ ـــ ــــــــ ــ ـــ ــــــ ـــ ـــــ ــــ ــــــ ـــ ـ ــــــ ـــ ــــ ــــــــ ـــ ــ ــــــ ـــ ــــ ـــ ــــــ ـــ ـــــــ ــــ ـــ ـــــــ ــ ــــــ ــــ ـــ ــــــ ـــ ــــــــ ــ ـــ ــــــ ـــ ـــــ ــــ ــــــ ـــ ـ ــــــ ـــ ــــ ــــــــ ـــ ــ ــــــ ـــ ــــ ـــ ــــــ ـــ ـــــــ ــــ ـــ ـــــــ ــ ــــــ ــــ ـــ ــــــ ـــ ــــــــ ــ ـــ ــــــ ـــ ـــــ ــــ ــــــ ـــ ـ ــــــ ـــ ــــ ــــــــ ـــ ــ ــــــ ـــ ــــ ـــ ــــــ ـــ ـــــــ ــــ ـــ ـــــــ ــ ــــــ ــــ ـــ ــــــ ـــ ــــــــ ــ ـــ ــــــ ـــ ـــــ ــــ ــــــ ـــ ـ ــــــ ـــ ــــ ــــــــ ـــ ــ ــــــ ـــ ــــ ـــ ــــــ ـــ ـــــــ ــــ ـــ ـــــــ ــ ــــــ ــــ ـــ ــــــ ـــ ــــــــ ــ ـــ ــــــ ـــ ـــــ ــــ ــــــ ـــ ـ ــــــ ـــ ــــ ــــــــ ـــ ــ ــــــ ـــ ــــ ـــ ــــــ ـــ ـــــــ ــــ ـــ ـــــــ ــ ــــــ ــــ ـــ ــــــ ـــ ــــــــ ــ ـــ ــــــ ـــ ـــــ ــــ ــــــ ـــ ـ ــــــ ـــ ــــ ــــــــ ـــ ــ ــــــ ـــ ــــ ـــ ــــــ ـــ ـــــــ ــــ ـــ ـــــــ ــ ــــــ ــــ ـــ ــــــ ـــ ــــــــ ــ ـــ ــــــ ـــ ـــــ ــــ ــــــ ـــ ـ ــــــ ـــ ــــ ــــــــ ـــ ــ ــــــ ـــ ــــ ـــ ــــــ ـــ ـــــــ ــــ ـــ ـــــــ ــ ــــــ ــــ ـــ ــــــ ـــ ــــــــ ــ ـــ ــــــ ـــ ـــــ ــــ ــــــ ـــ ـ ــــــ ـــ ــــ ــــــــ ـــ ــ ــــــ ـــ ــــ ـــ ــــــ ـــ ـــــــ ــــ ـــ ـــــــ ــ ــــــ ــــ ـــ ــــــ ـــ ــــــــ ــ ـــ ــــــ ـــ ـــــ ــــ ــــــ ـــ ـ ــــــ ـــ ــــ ــــــــ ـــ ــ ــــــ ـــ ــــ ـــ ــــــ ـــ ـــــــ ــــ ـــ ـــــــ ــ ــــــ ــــ ـــ ــــــ ـــ ــــــــ ــ ـــ ــــــ ـــ ـــــ ــــ ــــــ ـــ ـ ــــــ ـــ ــــ ــــــــ ـــ ــ ــــــ ـــ ــــ ـــ ــــــ ـــ ـــــــ ــــ ـــ ـــــــ ــ ــــــ ــــ ـــ ــــــ ـــ ــــــــ ــ ـــ ــــــ ـــ ـــــ ــــ ــــــ ـــ ـ ــــــ ـــ ــــ ــــــــ ـــ ــ ــــــ ـــ ــــ ـــ ــــــ ـــ ـــــــ ــــ ـــ ـــــــ ــ ــــــ ــــ ـــ ــــــ ـــ ــــــــ ــ ـــ ــــــ ـــ ـــــ ــــ ــــــ ـــ ـ ــــــ ـــ ــــ ــــــــ ـــ ــ ــــــ ـــ ــــ ـــ ــــــ ـــ ـــــــ ــــ ـــ ـــــــ ــ ــــــ ــــ ـــ ــــــ ـــ ــــــــ ــ ـــ ــــــ ـــ ـــــ ــــ ــــــ ـــ ـ ــــــ ـــ ــــ ــــــــ ـــ ــ ــــــ ـــ ــــ ـــ ــــــ ـــ ـــــــ ــــ ـــ ـــــــ ــ ــــــ ــــ ـــ ــــــ ـــ ــــــــ ــ ـــ ــــــ ـــ ـــــ ــــ ــــــ ـــ ـ ــــــ ـــ ــــ ــــــــ ـــ ــ ــــــ ـــ ــــ ـــ ــــــ ـــ ـــــــ ــــ ـــ ـــــــ ــ ــــــ ــــ ـــ ــــــ ـــ ــــــــ ــ ـــ ــــــ ـــ ـــــ ــــ ــــــ ـــ ـ ــــــ ـــ ــــ ــــــــ ـــ ــ ــــــ ـــ ــــ ـــ ــــــ ـــ ـــــــ ــــ ـــ ـــــــ ــ ــــــ ــــ ـــ ــــــ ـــ ــــــــ ــ ـــ ــــــ ـــ ـــــ ــــ ــــــ ـــ ـ ــــــ ـــ ــــ ــــــــ ـــ ــ ــــــ ـــ ــــ ـــ ــــــ ـــ ـــــــ ــــ ـــ ـــــــ ــ ــــــ ــــ ـــ ــــــ ـــ ــــــــ ــ ـــ ــــــ ـــ ـــــ ــــ ــــــ ـــ ـ ــــــ ـــ ــــ ــــــــ ـــ ــ ــــــ ـــ ــــ ـــ ــــــ ـــ ـــــــ ــــ ـــ ـــــــ ــ ــــــ ــــ ـــ ــــــ ـــ ــــــــ ــ ـــ ــــــ ـــ ـــــ ــــ ــــــ ـــ ـ ــــــ ـــ ــــ ــــــــ ـــ ــ ــــــ ـــ ــــ ـــ ــــــ ـــ ـــــــ ــــ ـــ ـــــــ ــ ــــــ ــــ ـــ ــــــ ـــ ــــــــ ــ ـــ ــــــ ـــ ـــــ ــــ ــــــ ـــ ـ ــــــ ـــ ــــ ــــــــ ـــ ــ ــــــ ـــ ــــ ـــ ــــــ ـــ ـــــــ ــــ ـــ ـــــــ ــ ــــــ ــــ ـــ ــــــ ـــ ــــــــ ــ ـــ ــــــ ـــ ـــــ ــــ ــــــ ـــ ـ ــــــ ـــ ــــ ــــــــ ـــ ــ ــــــ ـــ ــــ ـــ ــــــ ـــ ـــــــ ــــ ـــ ـــــــ ــ ــــــ ــــ ـــ ــــــ ـــ ــــــــ ــ ـــ ــــــ ـــ ـــــ ــــ ــــــ ـــ ـ ــــــ ـــ ــــ ــــــــ ـــ ــ ــــــ ـــ ــــ ـــ ــــــ ـــ ـــــــ ــــ ـــ ـــــــ ــ ــــــ ــــ ـــ ــــــ ـــ ــــــــ ــ ـــ ــــــ ـــ ـــــ ــــ ــــــ ـــ ـ ــــــ ـــ ــــ ــــــــ ـــ ــ ــــــ ـــ ــــ ـــ ــــــ ـــ ـــــــ ــــ ـــ ـــــــ ــ ــــــ ــــ ـــ ــــــ ـــ ــــــــ ــ ـــ ــــــ ـــ ـــــ ــــ ــــــ ـــ ـ ــــــ ـــ ــــ ــــــــ ـــ ــ ــــــ ـــ ــــ ـــ ــــــ ـــ ـــــــ ــــ ـــ ـــــــ ــ ــــــ ــــ ـــ ــــــ ـــ ــــــــ ــ ـــ ــــــ ـــ ـــــ ــــ ــــــ ـــ ـ ــــــ ـــ ــــ ــــــــ ـــ ــ ــــــ ـــ ــــ ـــ ــــــ ـــ ـــــــ ــــ ـــ ـــــــ ــ ــــــ ــــ ـــ ــــــ ـــ ــــــــ ــ ـــ ــــــ ـــ ـــــ ــــ ــــــ ـــ ـ ــــــ ـــ ــــ ــــــــ ـــ ــ ــــــ ـــ ــــ ـــ ــــــ ـــ ـــــــ ــــ ـــ ـــــــ ــ ــــــ ــــ ـــ ــــــ ـــ ــــــــ ــ ـــ ــــــ ـــ ـــــ ــــ ــــــ ـــ ـ ــــــ ـــ ــــ ــــــــ ـــ ــ ــــــ ـــ ــــ ـــ ــــــ ـــ ـــــــ ــــ ـــ ـــــــ ــ ــــــ ــــ ـــ ــــــ ـــ ــــــــ ــ ـــ ــــــ ـــ ـــــ ــــ ــــــ ـــ ـ ــــــ ـــ ــــ ــــــــ ـــ ــ ــــــ ـــ ــــ ـــ ــــــ ـــ ـــــــ ــــ ـــ ـــــــ ــ ــــــ ــــ ـــ ــــــ ـــ ــــــــ ــ ـــ ــــــ ـــ ـــــ ــــ ــــــ ـــ ـ ــــــ ـــ ــــ ــــــــ ـــ ــ ــــــ ـــ ــــ ـــ ــــــ ـــ ـــــــ ــــ ـــ ـــــــ ــ ــــــ ــــ ـــ ــــــ ـــ ــــــــ ــ ـــ ــــــ ـــ ـــــ ــــ ــــــ ـــ ـ ــــــ ـــ ــــ ــــــــ ـــ ــ ــــــ ـــ ــــ ـــ ــــــ ـــ ـــــــ ــــ ـــ ـــــــ ــ ــــــ ــــ ـــ ــــــ ـــ ــــــــ ــ ـــ ــــــ ـــ ـــــ ــــ ــــــ ـــ ـ ــــــ ـــ ــــ ــــــــ ـــ ــ ــــــ ـــ ــــ ـــ ــــــ ـــ ـــــــ ــــ ـــ ـــــــ ــ ــــــ ــــ ـــ ــــــ ـــ ــــــــ ــ ـــ ــــــ ـــ ـــــ ــــ ــــــ ـــ ـ ــــــ ـــ ــــ ــــــــ ـــ ــ ــــــ ـــ ــــ ـــ ــــــ ـــ ـــــــ ــــ ـــ ـــــــ ــ ــــــ ــــ ـــ ــــــ ـــ ــــــــ ــ ـــ ــــــ ـــ ـــــ ــــ ــــــ ـــ ـ ــــــ ـــ ــــ ــــــــ ـــ ــ ــــــ ـــ ــــ ـــ ــــــ ـــ ـــــــ ــــ ـــ ـــــــ ــ ــــــ ــــ ـــ ــــــ ـــ ــــــــ ــ ـــ ــــــ ـــ ـــــ ــــ ــــــ ـــ ـ ــــــ ـــ ــــ ــــــــ ـــ ــ ــــــ ـــ ــــ ـــ ــــــ ـــ ـــــــ ــــ ـــ ـــــــ ــ ــــــ ــــ ـــ ــــــ ـــ ــــــــ ــ ـــ ــــــ ـــ ـــــ ــــ ــــــ ـــ ـ ــــــ ـــ ــــ ــــــــ ـــ ــ ــــــ ـــ ــــ ـــ ــــــ ـــ ـــــــ ــــ ـــ ـــــــ ــ ــــــ ــــ ـــ ــــــ ـــ ــــــــ ــ ـــ ــــــ ـــ ـــــ ــــ ــــــ ـــ ـ ــــــ ـــ ــــ ــــــــ ـــ ــ ــــــ ـــ ــــ ـــ ــــــ ـــ ـــــــ ــــ ـــ ـــــــ ــ ــــــ ــــ ـــ ــــــ ـــ ــــــــ ــ ـــ ــــــ ـــ ـــــ ــــ ــــــ ـــ ـ ــــــ ـــ ــــ ــــــــ ـــ ــ ــــــ ـــ ــــ ـــ ــــــ ـــ ـــــــ ــــ ـــ ـــــــ ــ ــــــ ــــ ـــ ــــــ ـــ ــــــــ ــ ـــ ــــــ ـــ ـــــ ــــ ــــــ ـــ ـ ــــــ ـــ ــــ ــــــــ ـــ ــ ــــــ ـــ ــــ ـــ ــــــ ـــ ـــــــ ــــ ـــ ـــــــ ــ ــــــ ــــ ـــ ــــــ ـــ ــــــــ ــ ـــ ــــــ ـــ ـــــ ــــ ــــــ ـــ ـ ــــــ ـــ ــــ ــــــــ ـــ ــ ــــــ ـــ ــــ ـــ ــــــ ـــ ـــــــ ــــ ـــ ـــــــ ــ ــــــ ــــ ـــ ــــــ ـــ ــــــــ ــ ـــ ــــــ ـــ ـــــ ــــ ــــــ ـــ ـ ــــــ ـــ ــــ ــــــــ ـــ ــ ــــــ ـــ ــــ ـــ ــــــ ـــ ـــــــ ــــ ـــ ـــــــ ــ ــــــ ــــ ـــ ــــــ ـــ ــــــــ ــ ـــ ــــــ ـــ ـــــ ــــ ــــــ ـــ ـ ــــــ ـــ ــــ ــــــــ ـــ ــ ــــــ ـــ ــــ ـــ ــــــ ـــ ـــــــ ــــ ـــ ـــــــ ــ ــــــ ــــ ـــ ــــــ ـــ ــــــــ ــ ـــ ــــــ ـــ ـــــ ــــ ــــــ ـــ ـ ــــــ ـــ ــــ ــــــــ ـــ ــ ــــــ ـــ ــــ ـــ ــــــ ـــ ـــــــ ــــ ـــ ـــــــ ــ ــــــ ــــ ـــ ــــــ ـــ ــــــــ ــ ـــ ــــــ ـــ ـــــ ــــ ــــــ ـــ ـ ــــــ ـــ ــــ ــــــــ ـــ ــ ــــــ ـــ ــــ ـــ ــــــ ـــ ـــــــ xyxy=(3,23,103,1769)
masthead-urdu-title: روزنامہ امت ۱۷ اگست ۲۰۲۶ء ⑤ xyxy=(769,1,956,15)
item-number: نمبر 26 xyxy=(428,742,468,754)
body-text-block: ـــ ــــــ ـــ ـــــــ ــــ ـــ ـــــــ ــ ــــــ ــــ ـــ ــــــ ـــ ــــــــ ــ ـــ ــــــ ـــ ـــــ ــــ ــــــ ـــ ـ ــــــ ـــ ــــ ــــــــ ـــ ــ ــــــ ـــ ــــ ـــ ــــــ ـــ ـــــــ ــــ ـــ ـــــــ ــ ــــــ ــــ ـــ ــــــ ـــ ــــــــ ــ ـــ ــــــ ـــ ـــــ ــــ ــــــ ـــ ـ ــــــ ـــ ــــ ــــــــ ـــ ــ ــــــ ـــ ــــ ـــ ــــــ ـــ ـــــــ ــــ ـــ ـــــــ ــ ــــــ ــــ ـــ ــــــ ـــ ــــــــ ــ ـــ ــــــ ـــ ـــــ ــــ ــــــ ـــ ـ ــــــ ـــ ــــ ــــــــ ـــ ــ ــــــ ـــ ــــ ـــ ــــــ ـــ ـــــــ ــــ ـــ ـــــــ ــ ــــــ ــــ ـــ ــــــ ـــ ــــــــ ــ ـــ ــــــ ـــ ـــــ ــــ ــــــ ـــ ـ ــــــ ـــ ــــ ــــــــ ـــ ــ ــــــ ـــ ــــ ـــ ــــــ ـــ ـــــــ ــــ ـــ ـــــــ ــ ــــــ ــــ ـــ ــــــ ـــ ــــــــ ــ ـــ ــــــ ـــ ـــــ ــــ ــــــ ـــ ـ ــــــ ـــ ــــ ــــــــ ـــ ــ ــــــ ـــ ــــ ـــ ــــــ ـــ ـــــــ ــــ ـــ ـــــــ ــ ــــــ ــــ ـــ ــــــ ـــ ــــــــ ــ ـــ ــــــ ـــ ـــــ ــــ ــــــ ـــ ـ ــــــ ـــ ــــ ــــــــ ـــ ــ ــــــ ـــ ــــ ـــ ــــــ ـــ ـــــــ ــــ ـــ ـــــــ ــ ــــــ ــــ ـــ ــــــ ـــ ــــــــ ــ ـــ ــــــ ـــ ـــــ ــــ ــــــ ـــ ـ ــــــ ـــ ــــ ــــــــ ـــ ــ ــــــ ـــ ــــ ـــ ــــــ ـــ ـــــــ ــــ ـــ ـــــــ ــ ــــــ ــــ ـــ ــــــ ـــ ــــــــ ــ ـــ ــــــ ـــ ـــــ ــــ xyxy=(476,1156,591,1417)
body-text-block: ـــ ــــــ ـــ ـــــــ ــــ ـــ ـــــــ ــ ــــــ ــــ ـــ ــــــ ـــ ــــــــ ــ ـــ ــــــ ـــ ـــــ ــــ ــــــ ـــ ـ ــــــ ـــ ــــ ــــــــ ـــ ــ ــــــ ـــ ــــ ـــ ــــــ ـــ ـــــــ ــــ ـــ ـــــــ ــ ــــــ ــــ ـــ ــــــ ـــ ــــــــ ــ ـــ ــــــ ـــ ـــــ ــــ ــــــ ـــ ـ ــــــ ـــ ــــ ــــــــ ـــ ــ ــــــ ـــ ــــ ـــ ــــــ ـــ ـــــــ ــــ ـــ ـــــــ ــ ــــــ ــــ ـــ ــــــ ـــ ــــــــ ــ ـــ ــــــ ـــ ـــــ ــــ ــــــ ـــ ـ ــــــ ـــ ــــ ــــــــ ـــ ــ ــــــ ـــ ــــ ـــ ــــــ ـــ ـــــــ ــــ ـــ ـــــــ ــ ــــــ ــــ ـــ ــــــ ـــ ــــــــ ــ ـــ ــــــ ـــ ـــــ ــــ ــــــ ـــ ـ ــــــ ـــ ــــ xyxy=(476,562,591,691)
item-number: نمبر 30 xyxy=(306,599,346,611)
newspaper-sheet xyxy=(0,20,960,1772)
body-text-block: ـــ ــــــ ـــ ـــــــ ــــ ـــ ـــــــ ــ ــــــ ــــ ـــ ــــــ ـــ ــــــــ ــ ـــ ــــــ ـــ ـــــ ــــ ــــــ ـــ ـ ــــــ ـــ ــــ ــــــــ ـــ ــ ــــــ ـــ ــــ ـــ ــــــ ـــ ـــــــ ــــ ـــ ـــــــ ــ ــــــ ــــ ـــ ــــــ ـــ ــــــــ ــ ـــ ــــــ ـــ ـــــ ــــ ــــــ ـــ ـ ــــــ ـــ ــــ ــــــــ ـــ ــ ــــــ ـــ ــــ ـــ ــــــ ـــ ـــــــ ــــ ـــ ـــــــ ــ ــــــ ــــ ـــ ــــــ ـــ ــــــــ ــ ـــ ــــــ ـــ ـــــ ــــ ــــــ ـــ ـ ــــــ ـــ ــــ ــــــــ ـــ ــ ــــــ ـــ ــــ ـــ ــــــ ـــ ـــــــ ــــ ـــ ـــــــ ــ ــــــ ــــ ـــ ــــــ ـــ ــــــــ ــ ـــ ــــــ ـــ ـــــ ــــ ــــــ ـــ ـ ــــــ ـــ ــــ ــــــــ ـــ ــ ــــــ ـــ ــــ ـــ ــــــ ـــ ـــــــ ــــ ـــ ـــــــ ــ ــــــ ــــ ـــ ــــــ ـــ ــــــــ ــ ـــ ــــــ ـــ ـــــ ــــ ــــــ ـــ ـ ــــــ ـــ ــــ ــــــــ ـــ ــ ــــــ ـــ ــــ ـــ ــــــ ـــ ـــــــ ــــ ـــ ـــــــ ــ ــــــ ــــ ـــ ــــــ ـــ ــــــــ ــ ـــ ــــــ ـــ ـــــ ــــ ــــــ ـــ ـ ــــــ ـــ ــــ ــــــــ ـــ ــ ــــــ ـــ ــــ ـــ ــــــ ـــ ـــــــ ــــ ـــ ـــــــ ــ ــــــ ــــ ـــ xyxy=(476,716,591,933)
item-number: نمبر 23 xyxy=(428,27,468,39)
item-number: نمبر 35 xyxy=(184,467,224,479)
body-text-block: ـــ ــــــ ـــ ـــــــ ــــ ـــ ـــــــ ــ ــــــ ــــ ـــ ــــــ ـــ ــــــــ ــ ـــ ــــــ ـــ ـــــ ــــ ــــــ ـــ ـ ــــــ ـــ ــــ ــــــــ ـــ ــ ــــــ ـــ ــــ ـــ ــــــ ـــ ـــــــ ــــ ـــ ـــــــ ــ ــــــ ــــ ـــ ــــــ ـــ ــــــــ ــ ـــ ــــــ ـــ ـــــ ــــ ــــــ ـــ ـ ــــــ ـــ ــــ ــــــــ ـــ ــ ــــــ ـــ ــــ ـــ ــــــ ـــ ـــــــ ــــ ـــ ـــــــ ــ ــــــ ــــ ـــ ــــــ ـــ ــــــــ ــ ـــ ــــــ ـــ ـــــ ــــ ــــــ ـــ ـ ــــــ ـــ ــــ ــــــــ ـــ ــ ــــــ ـــ ــــ ـــ ــــــ ـــ ـــــــ ــــ ـــ ـــــــ ــ ــــــ ــــ ـــ ــــــ ـــ ــــــــ ــ ـــ ــــــ ـــ ـــــ ــــ ــــــ ـــ ـ ــــــ ـــ ــــ ــــــــ ـــ ــ ــــــ ـــ ــــ ـــ ــــــ ـــ ـــــــ ــــ ـــ ـــــــ ــ ــــــ ــــ ـــ ــــــ ـــ ــــــــ ــ ـــ ــــــ ـــ ـــــ ــــ ــــــ ـــ ـ ــــــ ـــ ــــ ــــــــ ـــ ــ ــــــ ـــ ــــ ـــ ــــــ ـــ xyxy=(232,419,347,592)
item-number: نمبر 12 xyxy=(672,27,712,39)
item-title: JAI HIND xyxy=(480,1140,509,1148)
item-header xyxy=(842,202,957,216)
body-text-block: ـــ ــــــ ـــ ـــــــ ــــ ـــ ـــــــ ــ ــــــ ــــ ـــ ــــــ ـــ ــــــــ ــ ـــ ــــــ ـــ ـــــ ــــ ــــــ ـــ ـ ــــــ ـــ ــــ ــــــــ ـــ ــ ــــــ ـــ ــــ ـــ ــــــ ـــ ـــــــ ــــ ـــ ـــــــ ــ ــــــ ــــ ـــ ــــــ ـــ ــــــــ ــ ـــ ــــــ ـــ ـــــ ــــ ــــــ ـــ ـ ــــــ ـــ ــــ ــــــــ ـــ ــ ــــــ ـــ ــــ ـــ ــــــ ـــ ـــــــ ــــ ـــ ـــــــ ــ ــــــ ــــ ـــ ــــــ ـــ ــــــــ ــ ـــ ــــــ ـــ ـــــ ــــ ــــــ ـــ ـ ــــــ ـــ ــــ ــــــــ ـــ ــ ــــــ ـــ ــــ ـــ ــــــ ـــ ـــــــ ــــ ـــ ـــــــ ــ ــــــ ــــ ـــ ــــــ ـــ ــــــــ ــ ـــ ــــــ ـــ ـــــ ــــ ــــــ ـــ ـ ــــــ ـــ ــــ ــــــــ ـــ ــ ــــــ ـــ ــــ ـــ ــــــ ـــ ـــــــ ــــ ـــ ـــــــ ــ ــــــ ــــ ـــ ــــــ ـــ ــــــــ ــ ـــ ــــــ ـــ ـــــ ــــ ــــــ ـــ ـ ــــــ ـــ ــــ ــــــــ ـــ ــ ــــــ ـــ ــــ ـــ ــــــ ـــ ـــــــ ــــ ـــ ـــــــ ــ ــــــ ــــ ـــ ــــــ ـــ ــــــــ ــ ـــ ــــــ ـــ ـــــ ــــ ــــــ ـــ ـ ــــــ ـــ ــــ ــــــــ ـــ ــ ــــــ ـــ ــــ ـــ ــــــ ـــ ـــــــ ــــ ـــ ـــــــ ــ ــــــ ــــ ـــ ــــــ ـــ ــــــــ ــ ـــ ــــــ ـــ ـــــ ــــ ــــــ ـــ ـ ــــــ ـــ ــــ ــــــــ ـــ ــ ــــــ ـــ ــــ ـــ ــــــ ـــ ـــــــ ــــ ـــ ـــــــ ــ ــــــ ــــ ـــ ــــــ ـــ ــــــــ ــ ـــ ــــــ ـــ ـــــ ــــ ــــــ ـــ ـ ــــــ ـــ ــــ ــــــــ ـــ ــ ــــــ ـــ ــــ ـــ ــــــ ـــ ـــــــ ــــ ـــ ـــــــ ــ ــــــ ــــ ـــ ــــــ ـــ ــــــــ ــ ـــ ــــــ ـــ ـــــ ــــ ــــــ ـــ ـ ــــــ ـــ ــــ ــــــــ ـــ ــ ــــــ ـــ ــــ ـــ ــــــ ـــ ـــــــ ــــ ـــ ـــــــ ــ ــــــ ــــ ـــ ــــــ ـــ ــــــــ ــ ـــ ــــــ ـــ ـــــ ــــ ــــــ ـــ ـ ــــــ ـــ ــــ ــــــــ ـــ ــ ــــــ ـــ ــــ ـــ ــــــ ـــ ـــــــ ــــ ـــ ـــــــ ــ ــــــ ــــ ـــ ــــــ ـــ ــــــــ ــ ـــ ــــــ ـــ ـــــ ــــ ــــــ ـــ ـ ــــــ ـــ ــــ ــــــــ ـــ ــ ــــــ ـــ ــــ ـــ ــــــ ـــ ـــــــ ــــ ـــ ـــــــ ــ ــــــ ــــ ـــ ــــــ ـــ ــــــــ ــ ـــ ــــــ ـــ ـــــ ــــ ــــــ ـــ ـ ــــــ ـــ ــــ ــــــــ ـــ ــ ــــــ ـــ ــــ ـــ ــــــ ـــ ـــــــ ــــ ـــ ـــــــ ــ ــــــ ــــ ـــ ــــــ ـــ ــــــــ ــ ـــ ــــــ ـــ ـــــ ــــ ــــــ ـــ ـ ــــــ ـــ ــــ ــــــــ ـــ ــ ــــــ ـــ ــــ ـــ ــــــ ـــ ـــــــ ــــ ـــ ـــــــ ــ ــــــ ــــ ـــ ــــــ ـــ ــــــــ ــ ـــ ــــــ ـــ ـــــ ــــ ــــــ ـــ ـ ــــــ ـــ ــــ ــــــــ ـــ ــ ــــــ ـــ ــــ ـــ ــــــ ـــ ـــــــ ــــ ـــ ـــــــ ــ ــــــ ــــ ـــ ــــــ ـــ ــــــــ ــ ـــ ــــــ ـــ ـــــ ــــ ــــــ ـــ ـ ــــــ ـــ ــــ ــــــــ ـــ ــ ــــــ ـــ ــــ ـــ ــــــ ـــ ـــــــ ــــ ـــ ـــــــ ــ ــــــ ــــ ـــ ــــــ ـــ ــــــــ ــ ـــ ــــــ ـــ ـــــ ــــ ــــــ ـــ ـ ــــــ ـــ ــــ ــــــــ ـــ ــ ــــــ ـــ ــــ ـــ ــــــ ـــ ـــــــ ــــ ـــ ـــــــ ــ ــــــ ــــ ـــ ــــــ ـــ ــــــــ ــ ـــ ــــــ ـــ ـــــ ــــ ــــــ ـــ ـ ــــــ ـــ ــــ ــــــــ ـــ ــ ــــــ ـــ ــــ ـــ ــــــ ـــ ـــــــ ــــ ـــ ـــــــ ــ ــــــ ــــ ـــ ــــــ ـــ ــــــــ ــ ـــ ــــــ ـــ ـــــ ــــ ــــــ ـــ ـ ــــــ ـــ ــــ ــــــــ ـــ ــ ــــــ ـــ ــــ ـــ ــــــ ـــ ـــــــ ــــ ـــ ـــــــ ــ ــــــ ــــ ـــ ــــــ ـــ ــــــــ ــ ـــ ــــــ ـــ ـــــ ــــ ــــــ ـــ ـ ــــــ ـــ ــــ ــــــــ ـــ ــ ــــــ ـــ ــــ ـــ ــــــ ـــ ـــــــ ــــ ـــ ـــــــ ــ ــــــ ــــ ـــ ــــــ ـــ ــــــــ ــ ـــ ــــــ ـــ ـــــ ــــ ــــــ ـــ ـ ــــــ ـــ ــــ ــــــــ ـــ ــ ــــــ ـــ ــــ ـــ ــــــ ـــ ـــــــ ــــ ـــ ـــــــ ــ ــــــ ــــ ـــ ــــــ ـــ ــــــــ ــ ـــ ــــــ ـــ ـــــ ــــ ــــــ ـــ ـ ــــــ ـــ ــــ ــــــــ ـــ ــ ــــــ ـــ ــــ ـــ ــــــ ـــ ـــــــ ــــ ـــ ـــــــ ــ ــــــ ــــ ـــ ــــــ ـــ ــــــــ ــ ـــ ــــــ ـــ ـــــ ــــ ــــــ ـــ ـ ــــــ ـــ ــــ ــــــــ ـــ ــ ــــــ ـــ ــــ ـــ ــــــ ـــ ـــــــ ــــ ـــ ـــــــ ــ ــــــ ــــ ـــ ــــــ ـــ ــــــــ ــ ـــ ــــــ ـــ ـــــ ــــ ــــــ ـــ ـ ــــــ ـــ ــــ ــــــــ ـــ ــ ــــــ ـــ ــــ ـــ ــــــ ـــ ـــــــ ــــ ـــ ـــــــ ــ ــــــ ــــ ـــ ــــــ ـــ ــــــــ ــ ـــ ــــــ ـــ ـــــ ــــ ــــــ ـــ ـ ــــــ ـــ ــــ ــــــــ ـــ ــ ــــــ ـــ ــــ ـــ ــــــ ـــ ـــــــ ــــ ـــ ـــــــ ــ ــــــ ــــ ـــ ــــــ ـــ ــــــــ ــ ـــ ــــــ ـــ ـــــ ــــ ــــــ ـــ ـ ــــــ ـــ ــــ ــــــــ ـــ ــ ــــــ ـــ ــــ ـــ ــــــ ـــ ـــــــ ــــ ـــ ـــــــ ــ ــــــ ــــ ـــ ــــــ ـــ ــــــــ ــ ـــ ــــــ ـــ ـــــ ــــ ــــــ ـــ ـ ــــــ ـــ ــــ ــــــــ ـــ ــ ــــــ ـــ ــــ ـــ ــــــ ـــ ـــــــ ــــ ـــ ـــــــ ــ ــــــ ــــ ـــ ــــــ ـــ ــــــــ ــ ـــ ــــــ ـــ ـــــ ــــ ــــــ ـــ ـ ــــــ ـــ ــــ ــــــــ ـــ ــ ــــــ ـــ ــــ ـــ ــــــ ـــ ـــــــ ــــ ـــ ـــــــ ــ ــــــ ــــ ـــ ــــــ ـــ ــــــــ ــ ـــ ــــــ ـــ ـــــ ــــ ــــــ ـــ ـ ــــــ ـــ ــــ ــــــــ ـــ ــ ــــــ ـــ ــــ ـــ ــــــ ـــ ـــــــ ــــ ـــ ـــــــ ــ ــــــ ــــ ـــ ــــــ ـــ ــــــــ ــ ـــ ــــــ ـــ ـــــ ــــ ــــــ ـــ ـ ــــــ ـــ ــــ ــــــــ ـــ ــ ــــــ ـــ ــــ ـــ ــــــ ـــ ـــــــ ــــ ـــ ـــــــ ــ ــــــ ــــ ـــ ــــــ ـــ ــــــــ ــ ـــ ــــــ ـــ ـــــ ــــ ــــــ ـــ ـ ــــــ ـــ ــــ ــــــــ ـــ ــ ــــــ ـــ ــــ ـــ ــــــ ـــ ـــــــ ــــ ـــ ـــــــ ــ ــــــ ــــ ـــ ــــــ ـــ ــــــــ ــ ـــ ــــــ ـــ ـــــ ــــ ــــــ ـــ ـ ــــــ ـــ ــــ ــــــــ ـــ ــ ــــــ ـــ ــــ ـــ ــــــ ـــ ـــــــ ــــ ـــ ـــــــ ــ ــــــ ــــ ـــ ــــــ ـــ ــــــــ ــ ـــ ــــــ ـــ ـــــ ــــ ــــــ ـــ ـ ــــــ ـــ ــــ ــــــــ ـــ ــ ــــــ ـــ ــــ ـــ ــــــ ـــ ـــــــ ــــ ـــ ـــــــ ــ ــــــ ــــ ـــ ــــــ ـــ ــــــــ ــ ـــ ــــــ ـــ ـــــ ــــ ــــــ ـــ ـ ــــــ ـــ ــــ ــــــــ ـــ ــ ــــــ ـــ ــــ ـــ ــــــ ـــ ـــــــ ــــ ـــ ـــــــ ــ ــــــ ــــ ـــ ــــــ ـــ ــــــــ ــ ـــ ــــــ ـــ ـــــ ــــ ــــــ ـــ ـ ــــــ ـــ ــــ ــــــــ ـــ ــ ــــــ ـــ ــــ ـــ ــــــ ـــ ـــــــ ــــ ـــ ـــــــ ــ ــــــ ــــ ـــ ــــــ ـــ ــــــــ ــ ـــ ــــــ ـــ ـــــ ــــ ــــــ ـــ ـ ــــــ ـــ ــــ ــــــــ ـــ ــ ــــــ ـــ ــــ ـــ ــــــ ـــ ـــــــ ــــ ـــ ـــــــ ــ ــــــ ــــ ـــ ــــــ ـــ ــــــــ ــ ـــ ــــــ ـــ ـــــ ــــ ــــــ ـــ ـ ــــــ ـــ ــــ ــــــــ ـــ ــ ــــــ ـــ ــــ ـــ ــــــ ـــ ـــــــ ــــ ـــ ـــــــ ــ ــــــ ــــ ـــ ــــــ ـــ ــــــــ ــ ـــ ــــــ ـــ ـــــ ــــ ــــــ ـــ ـ ــــــ ـــ ــــ ــــــــ ـــ ــ ــــــ ـــ ــــ ـــ ــــــ ـــ ـــــــ ــــ ـــ ـــــــ ــ ــــــ ــــ ـــ ــــــ ـــ ــــــــ ــ ـــ ــــــ ـــ ـــــ ــــ ــــــ ـــ ـ ــــــ ـــ ــــ ــــــــ ـــ ــ ــــــ ـــ ــــ ـــ ــــــ ـــ ـــــــ ــــ ـــ ـــــــ ــ ــــــ ــــ ـــ ــــــ ـــ ــــــــ ــ ـــ ــــــ ـــ ـــــ ــــ ــــــ ـــ ـ ــــــ ـــ ــــ ــــــــ ـــ ــ ــــــ ـــ ــــ ـــ ــــــ ـــ ـــــــ ــــ ـــ ـــــــ ــ ــــــ ــــ ـــ ــــــ ـــ ــــــــ ــ ـــ ــــــ ـــ ـــــ ــــ ــــــ ـــ ـ ــــــ ـــ ــــ ــــــــ ـــ ــ ــــــ ـــ ــــ ـــ ــــــ ـــ xyxy=(598,386,713,1769)
item-title: گوادر بندرگاہ xyxy=(236,161,275,169)
item-number: نمبر 27 xyxy=(428,940,468,952)
item-header xyxy=(598,367,713,381)
item-title: پاکستان xyxy=(114,469,138,477)
item-number: نمبر 32 xyxy=(306,1028,346,1040)
item-header xyxy=(110,26,225,40)
item-title: عالمی خبریں xyxy=(480,1745,519,1753)
item-header xyxy=(232,158,347,172)
column-3 xyxy=(594,20,716,1772)
item-number: نمبر 14 xyxy=(672,368,712,380)
item-number: نمبر 4 xyxy=(922,588,956,600)
body-text-block: ـــ ــــــ ـــ ـــــــ ــــ ـــ ـــــــ ــ ــــــ ــــ ـــ ــــــ ـــ ــــــــ ــ ـــ ــــــ ـــ ـــــ ــــ ــــــ ـــ ـ ــــــ ـــ ــــ ــــــــ ـــ ــ ــــــ ـــ ــــ ـــ ــــــ ـــ ـــــــ ــــ ـــ ـــــــ ــ ــــــ ــــ ـــ ــــــ ـــ ــــــــ ــ ـــ ــــــ ـــ ـــــ ــــ ــــــ ـــ ـ ــــــ ـــ ــــ ــــــــ ـــ ــ ــــــ ـــ ــــ ـــ ــــــ ـــ ـــــــ ــــ ـــ ـــــــ ــ ــــــ ــــ ـــ ــــــ ـــ ــــــــ ــ ـــ ــــــ ـــ ـــــ ــــ ــــــ ـــ ـ ــــــ ـــ ــــ ــــــــ ـــ ــ ــــــ ـــ ــــ ـــ ــــــ ـــ ـــــــ ــــ ـــ ـــــــ ــ ــــــ ــــ ـــ ــــــ ـــ ــــــــ ــ ـــ ــــــ ـــ ـــــ ــــ ــــــ ـــ ـ ــــــ ـــ ــــ ــــــــ ـــ ــ ــــــ ـــ ــــ ـــ ــــــ ـــ ـــــــ ــــ ـــ ـــــــ ــ ــــــ ــــ ـــ ــــــ ـــ ــــــــ ــ ـــ ــــــ ـــ ـــــ ــــ ــــــ ـــ ـ ــــــ ـــ ــــ ــــــــ ـــ ــ ــــــ ـــ ــــ ـــ ــــــ ـــ ـــــــ ــــ ـــ ـــــــ ــ ــــــ ــــ ـــ ــــــ ـــ ــــــــ ــ ـــ ــــــ ـــ ـــــ ــــ ــــــ ـــ ـ xyxy=(842,606,957,801)
body-text-block: ـــ ــــــ ـــ ـــــــ ــــ ـــ ـــــــ ــ ــــــ ــــ xyxy=(476,1761,591,1769)
body-text-block: ـــ ــــــ ـــ ـــــــ ــــ ـــ ـــــــ ــ ــــــ ــــ ـــ ــــــ ـــ ــــــــ ــ ـــ ــــــ ـــ ـــــ ــــ ــــــ ـــ ـ ــــــ ـــ ــــ ــــــــ ـــ ــ ــــــ ـــ ــــ ـــ ــــــ ـــ ـــــــ ــــ ـــ ـــــــ ــ ــــــ ــــ ـــ ــــــ ـــ ــــــــ ــ ـــ ــــــ ـــ ـــــ ــــ ــــــ ـــ ـ ــــــ ـــ ــــ ــــــــ ـــ ــ ــــــ ـــ ــــ ـــ ــــــ ـــ ـــــــ ــــ ـــ ـــــــ ــ ــــــ ــــ ـــ ــــــ ـــ ــــــــ ــ ـــ ــــــ ـــ ـــــ ــــ ــــــ ـــ ـ ــــــ ـــ ــــ ــــــــ ـــ ــ ــــــ ـــ ــــ ـــ ــــــ ـــ ـــــــ ــــ ـــ ـــــــ ــ ــــــ ــــ ـــ ــــــ ـــ ــــــــ ــ ـــ ــــــ ـــ ـــــ ــــ ــــــ ـــ ـ ــــــ ـــ ــــ ــــــــ ـــ ــ ــــــ ـــ ــــ ـــ ــــــ ـــ ـــــــ ــــ ـــ ـــــــ ــ ــــــ ــــ ـــ ــــــ ـــ ــــــــ ــ ـــ ــــــ ـــ ـــــ ــــ ــــــ ـــ ـ ــــــ ـــ ــــ ــــــــ ـــ ــ ــــــ ـــ ــــ ـــ ــــــ ـــ ـــــــ ــــ ـــ ـــــــ ــ ــــــ ــــ ـــ ــــــ ـــ ــــــــ ــ ـــ ــــــ ـــ ـــــ ــــ ــــــ ـــ ـ ــــــ ـــ ــــ ــــــــ ـــ ــ ــــــ ـــ ــــ ـــ ــــــ ـــ ـــــــ ــــ ـــ ـــــــ ــ ــــــ ــــ ـــ ــــــ ـــ ــــــــ ــ ـــ ــــــ ـــ ـــــ ــــ ــــــ ـــ ـ ــــــ ـــ ــــ ــــــــ ـــ ــ ــــــ ـــ ــــ ـــ ــــــ ـــ ـــــــ ــــ ـــ ـــــــ ــ ــــــ ــــ ـــ ــــــ ـــ ــــــــ ــ ـــ ــــــ ـــ ـــــ ــــ ــــــ ـــ ـ ــــــ ـــ ــــ ــــــــ ـــ ــ ــــــ ـــ ــــ ـــ ــــــ ـــ ـــــــ ــــ ـــ ـــــــ ــ ــــــ ــــ ـــ ــــــ ـــ ــــــــ ــ ـــ ــــــ ـــ ـــــ xyxy=(354,45,469,339)
item-header xyxy=(476,1137,591,1151)
item-title: مذاکرات xyxy=(480,1569,506,1577)
item-title: کراچی xyxy=(358,502,378,510)
item-title: عدالت xyxy=(358,744,377,752)
item-number: نمبر 20 xyxy=(550,1424,590,1436)
body-text-block: ـــ ــــــ ـــ ـــــــ ــــ ـــ ـــــــ ــ ــــــ ــــ ـــ ــــــ ـــ ــــــــ ــ ـــ ــــــ ـــ ـــــ ــــ ــــــ ـــ ـ ــــــ ـــ ــــ ــــــــ ـــ ــ ــــــ ـــ ــــ ـــ ــــــ ـــ ـــــــ ــــ ـــ ـــــــ ــ ــــــ ــــ ـــ ــــــ ـــ ــــــــ ــ ـــ ــــــ ـــ ـــــ ــــ ــــــ ـــ ـ ــــــ ـــ ــــ ــــــــ ـــ ــ ــــــ ـــ ــــ ـــ ــــــ ـــ ـــــــ ــــ ـــ ـــــــ ــ ــــــ ــــ ـــ ــــــ ـــ ــــــــ ــ ـــ ــــــ ـــ ـــــ ــــ ــــــ ـــ ـ ــــــ ـــ ــــ ــــــــ xyxy=(598,45,713,141)
item-header xyxy=(354,939,469,953)
item-header xyxy=(720,389,835,403)
item-title: عالمی منڈی xyxy=(480,546,516,554)
item-number: نمبر 1 xyxy=(922,27,956,39)
item-title: فضائی سفر xyxy=(480,1426,515,1434)
item-number: نمبر 7 xyxy=(922,1281,956,1293)
body-text-block: ـــ ــــــ ـــ ـــــــ ــــ ـــ ـــــــ ــ ــــــ ــــ ـــ ــــــ ـــ ــــــــ ــ ـــ ــــــ ـــ ـــــ ــــ ــــــ ـــ ـ ــــــ ـــ ــــ ــــــــ ـــ ــ ــــــ ـــ ــــ ـــ ــــــ ـــ ـــــــ ــــ ـــ ـــــــ ــ ــــــ ــــ ـــ ــــــ ـــ ــــــــ ــ ـــ ــــــ ـــ ـــــ ــــ ــــــ ـــ ـ ــــــ ـــ ــــ ــــــــ ـــ ــ ــــــ ـــ ــــ ـــ ــــــ ـــ ـــــــ ــــ ـــ ـــــــ ــ ــــــ ــــ ـــ ــــــ ـــ ــــــــ ــ ـــ ــــــ ـــ ـــــ ــــ ــــــ ـــ ـ ــــــ ـــ ــــ ــــــــ ـــ ــ ــــــ ـــ ــــ ـــ ــــــ ـــ ـــــــ ــــ ـــ ـــــــ ــ ــــــ ــــ ـــ ــــــ ـــ ــــــــ ــ ـــ ــــــ ـــ ـــــ ــــ ــــــ ـــ ـ ــــــ ـــ ــــ ــــــــ ـــ ــ ــــــ ـــ ــــ ـــ ــــــ ـــ ـــــــ ــــ ـــ ـــــــ ــ ــــــ ــــ ـــ ــــــ ـــ ــــــــ ــ ـــ ــــــ ـــ ـــــ ــــ ــــــ ـــ ـ ــــــ ـــ ــــ ــــــــ ـــ ــ ــــــ ـــ ــــ ـــ ــــــ ـــ ـــــــ ــــ ـــ ـــــــ ــ ــــــ ــــ ـــ ــــــ ـــ ــــــــ ــ ـــ ــــــ ـــ ـــــ ــــ ــــــ ـــ ـ ــــــ ـــ ــــ ــــــــ ـــ ــ ــــــ ـــ ــــ ـــ ــــــ ـــ ـــــــ ــــ ـــ ـــــــ ــ ــــــ ــــ ـــ ــــــ ـــ ــــــــ ــ ـــ ــــــ ـــ ـــــ ــــ ــــــ ـــ ـ ــــــ ـــ ــــ ــــــــ ـــ ــ ــــــ ـــ ــــ ـــ ــــــ ـــ ـــــــ ــــ ـــ ـــــــ ــ ــــــ ــــ ـــ ــــــ ـــ ــــــــ ــ ـــ ــــــ ـــ ـــــ ــــ ــــــ ـــ ـ ــــــ ـــ ــــ ــــــــ ـــ ــ ــــــ ـــ ــــ ـــ ــــــ ـــ ـــــــ ــــ ـــ ـــــــ ــ ــــــ ــــ ـــ ــــــ ـــ ــــــــ ــ ـــ ــــــ ـــ ـــــ ــــ ــــــ ـــ ـ ــــــ ـــ ــــ ــــــــ ـــ ــ ــــــ ـــ ــــ ـــ ــــــ ـــ ـــــــ ــــ ـــ ـــــــ ــ ــــــ ــــ ـــ ــــــ ـــ ــــــــ ــ ـــ ــــــ ـــ ـــــ ــــ ــــــ ـــ ـ ــــــ ـــ ــــ ــــــــ ـــ ــ ــــــ ـــ ــــ ـــ ــــــ ـــ ـــــــ ــــ ـــ ـــــــ ــ ــــــ ــــ ـــ ــــــ ـــ ــــــــ ــ ـــ ــــــ ـــ ـــــ ــــ ــــــ ـــ ـ ــــــ ـــ ــــ ــــــــ ـــ ــ ــــــ ـــ ــــ ـــ ــــــ ـــ ـــــــ ــــ ـــ ـــــــ ــ ــــــ ــــ ـــ ــــــ ـــ ــــــــ ــ ـــ ــــــ ـــ ـــــ ــــ ــــــ ـــ ـ ــــــ ـــ ــــ ــــــــ ـــ ــ ــــــ ـــ ــــ ـــ ــــــ ـــ ـــــــ ــــ ـــ ـــــــ ــ ــــــ ــــ ـــ ــــــ ـــ ــــــــ ــ ـــ ــــــ ـــ ـــــ ــــ ــــــ ـــ ـ ــــــ ـــ ــــ ــــــــ ـــ ــ ــــــ ـــ ــــ ـــ ــــــ ـــ ـــــــ ــــ ـــ ـــــــ ــ ــــــ ــــ ـــ ــــــ ـــ ــــــــ ــ ـــ ــــــ ـــ ـــــ ــــ ــــــ xyxy=(842,1299,957,1769)
item-title: امریکی ویزا xyxy=(480,227,515,235)
column-6 xyxy=(228,20,350,1772)
item-number: نمبر 6 xyxy=(922,1127,956,1139)
item-header xyxy=(354,345,469,359)
item-title: سیلاب xyxy=(114,29,133,37)
item-header xyxy=(842,26,957,40)
item-title: تجارتی معاہدہ xyxy=(602,150,646,158)
